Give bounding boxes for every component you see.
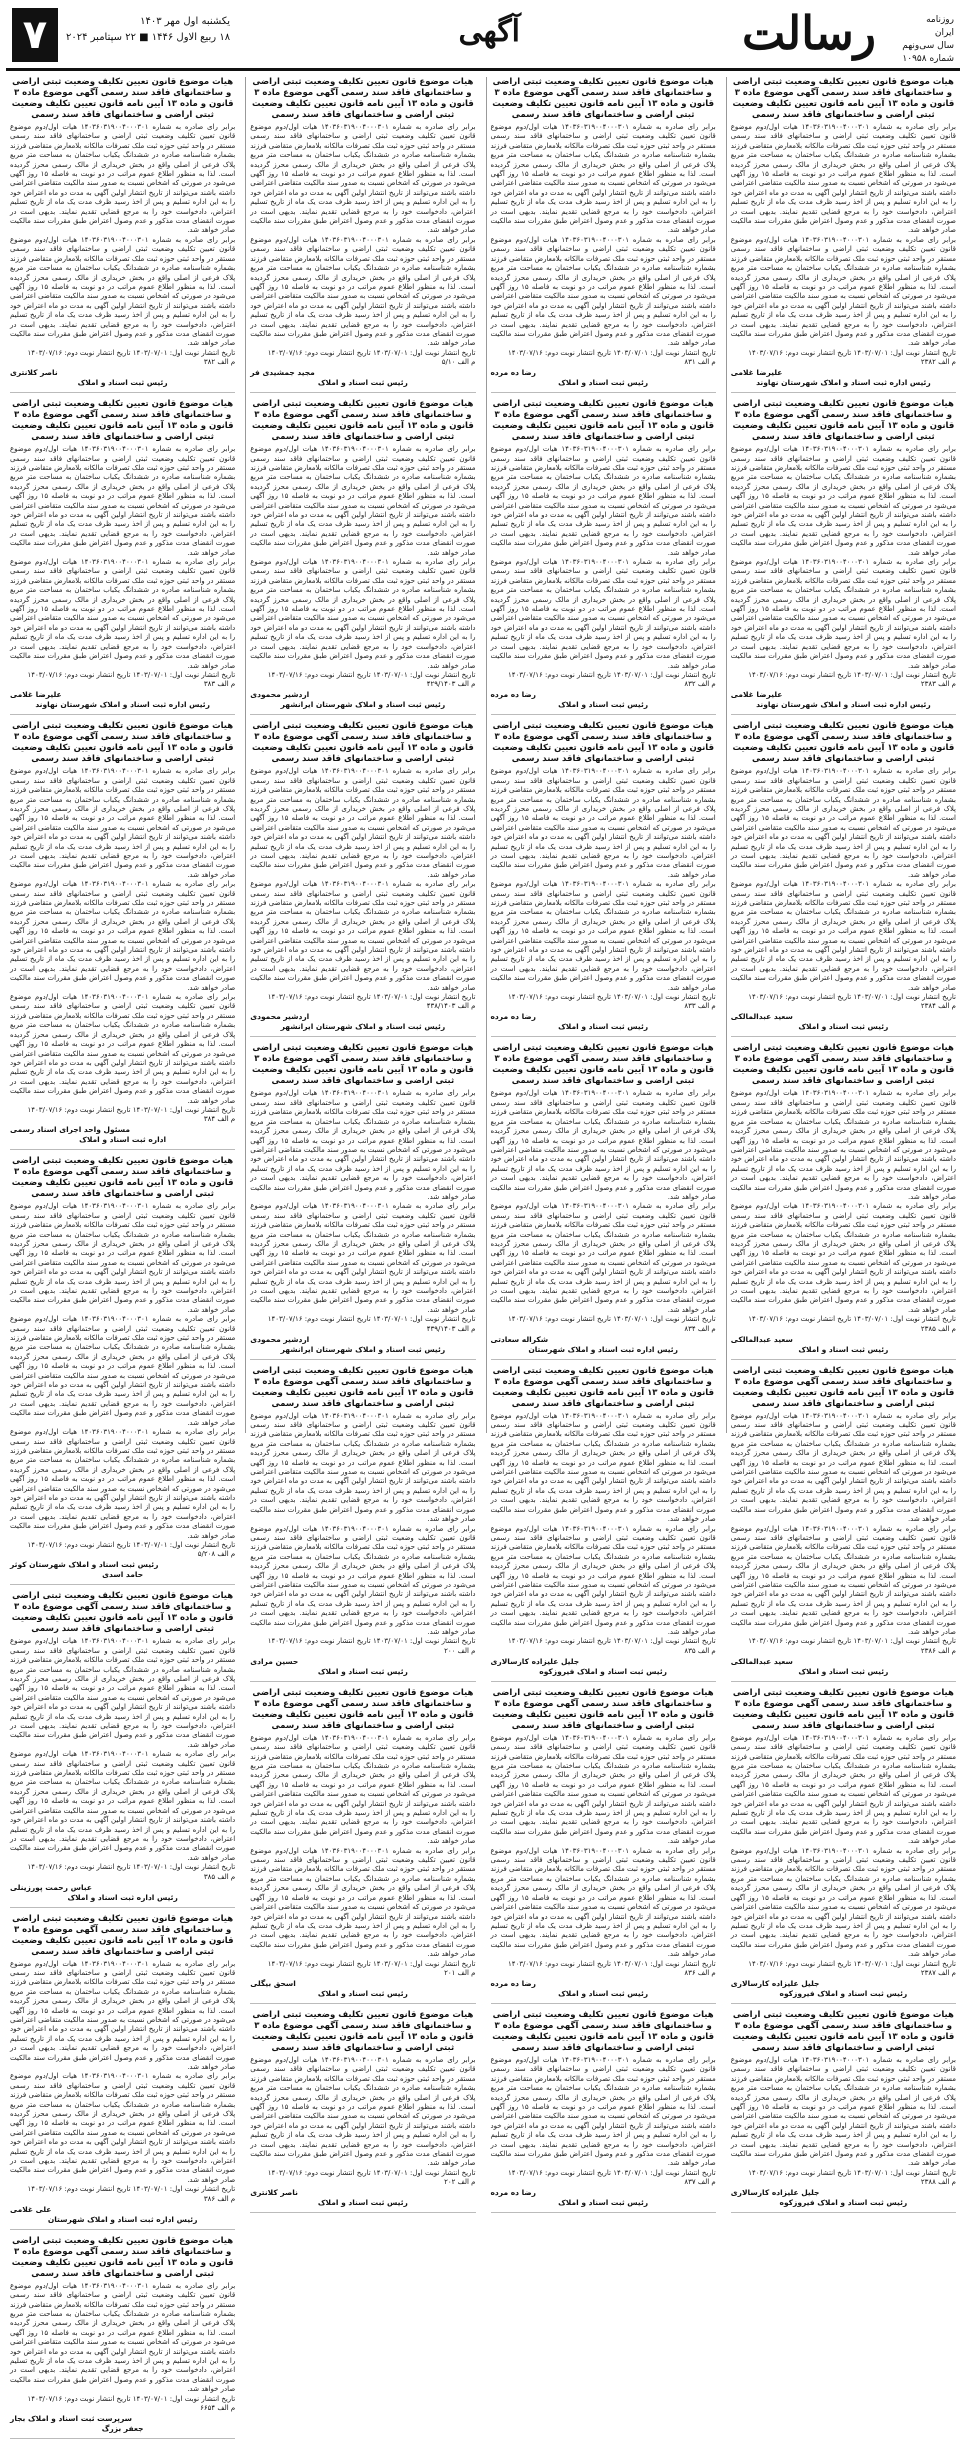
ad-title: هیات موضوع قانون تعیین تکلیف وضعیت ثبتی اراضی و ساختمانهای فاقد سند رسمی آگهی موضوع ماده ۳ قانون و ماده ۱۳ آیین نامه قانون تعیین تکلیف وضعیت ثبتی اراضی و ساختمانهای فاقد سند رسمی bbox=[11, 1591, 234, 1635]
masthead bbox=[6, 4, 960, 71]
ad-title: هیات موضوع قانون تعیین تکلیف وضعیت ثبتی اراضی و ساختمانهای فاقد سند رسمی آگهی موضوع ماده ۳ قانون و ماده ۱۳ آیین نامه قانون تعیین تکلیف وضعیت ثبتی اراضی و ساختمانهای فاقد سند رسمی bbox=[732, 1687, 955, 1731]
ad-dates: تاریخ انتشار نوبت اول: ۱۴۰۳/۰۷/۰۱ تاریخ انتشار نوبت دوم: ۱۴۰۳/۰۷/۱۶ bbox=[27, 348, 236, 357]
ad-dates: تاریخ انتشار نوبت اول: ۱۴۰۳/۰۷/۰۱ تاریخ انتشار نوبت دوم: ۱۴۰۳/۰۷/۱۶ bbox=[748, 2168, 956, 2177]
ad-notice bbox=[731, 1688, 956, 2004]
ad-notice bbox=[250, 399, 475, 715]
ad-body: برابر رای صادره به شماره ۱۴۰۳۶۰۳۱۹۰۰۴۰۰۰۳۰۱ هیات اول/دوم موضوع قانون تعیین تکلیف وضعیت ثبتی اراضی و ساختمانهای فاقد سند رسمی مستقر در واحد ثبتی حوزه ثبت ملک تصرفات مالکانه بلامعارض متقاضی فرزند بشماره شناسنامه صادره در ششدانگ یکباب ساختمان به مساحت متر مربع پلاک فرعی از اصلی واقع در بخش خریداری از مالک رسمی محرز گردیده است. لذا به منظور اطلاع عموم مراتب در دو نوبت به فاصله ۱۵ روز آگهی می‌شود در صورتی که اشخاص نسبت به صدور سند مالکیت متقاضی اعتراضی داشته باشند می‌توانند از تاریخ انتشار اولین آگهی به مدت دو ماه اعتراض خود را به این اداره تسلیم و پس از اخذ رسید ظرف مدت یک ماه از تاریخ تسلیم اعتراض، دادخواست خود را به مرجع قضایی تقدیم نمایند. بدیهی است در صورت انقضای مدت مذکور و عدم وصول اعتراض طبق مقررات سند مالکیت صادر خواهد شد. bbox=[490, 1089, 716, 1201]
ad-notice bbox=[491, 2010, 716, 2213]
ad-body: برابر رای صادره به شماره ۱۴۰۳۶۰۳۱۹۰۰۴۰۰۰۳۰۱ هیات اول/دوم موضوع قانون تعیین تکلیف وضعیت ثبتی اراضی و ساختمانهای فاقد سند رسمی مستقر در واحد ثبتی حوزه ثبت ملک تصرفات مالکانه بلامعارض متقاضی فرزند بشماره شناسنامه صادره در ششدانگ یکباب ساختمان به مساحت متر مربع پلاک فرعی از اصلی واقع در بخش خریداری از مالک رسمی محرز گردیده است. لذا به منظور اطلاع عموم مراتب در دو نوبت به فاصله ۱۵ روز آگهی می‌شود در صورتی که اشخاص نسبت به صدور سند مالکیت متقاضی اعتراضی داشته باشند می‌توانند از تاریخ انتشار اولین آگهی به مدت دو ماه اعتراض خود را به این اداره تسلیم و پس از اخذ رسید ظرف مدت یک ماه از تاریخ تسلیم اعتراض، دادخواست خود را به مرجع قضایی تقدیم نمایند. بدیهی است در صورت انقضای مدت مذکور و عدم وصول اعتراض طبق مقررات سند مالکیت صادر خواهد شد. bbox=[10, 767, 236, 879]
ad-body: برابر رای صادره به شماره ۱۴۰۳۶۰۳۱۹۰۰۴۰۰۰۳۰۱ هیات اول/دوم موضوع قانون تعیین تکلیف وضعیت ثبتی اراضی و ساختمانهای فاقد سند رسمی مستقر در واحد ثبتی حوزه ثبت ملک تصرفات مالکانه بلامعارض متقاضی فرزند بشماره شناسنامه صادره در ششدانگ یکباب ساختمان به مساحت متر مربع پلاک فرعی از اصلی واقع در بخش خریداری از مالک رسمی محرز گردیده است. لذا به منظور اطلاع عموم مراتب در دو نوبت به فاصله ۱۵ روز آگهی می‌شود در صورتی که اشخاص نسبت به صدور سند مالکیت متقاضی اعتراضی داشته باشند می‌توانند از تاریخ انتشار اولین آگهی به مدت دو ماه اعتراض خود را به این اداره تسلیم و پس از اخذ رسید ظرف مدت یک ماه از تاریخ تسلیم اعتراض، دادخواست خود را به مرجع قضایی تقدیم نمایند. بدیهی است در صورت انقضای مدت مذکور و عدم وصول اعتراض طبق مقررات سند مالکیت صادر خواهد شد. bbox=[10, 2281, 236, 2394]
ad-title: هیات موضوع قانون تعیین تکلیف وضعیت ثبتی اراضی و ساختمانهای فاقد سند رسمی آگهی موضوع ماده ۳ قانون و ماده ۱۳ آیین نامه قانون تعیین تکلیف وضعیت ثبتی اراضی و ساختمانهای فاقد سند رسمی bbox=[11, 721, 234, 765]
ad-dates: تاریخ انتشار نوبت اول: ۱۴۰۳/۰۷/۰۱ تاریخ انتشار نوبت دوم: ۱۴۰۳/۰۷/۱۶ bbox=[267, 1315, 476, 1324]
ad-body: برابر رای صادره به شماره ۱۴۰۳۶۰۳۱۹۰۰۴۰۰۰۳۰۱ هیات اول/دوم موضوع قانون تعیین تکلیف وضعیت ثبتی اراضی و ساختمانهای فاقد سند رسمی مستقر در واحد ثبتی حوزه ثبت ملک تصرفات مالکانه بلامعارض متقاضی فرزند بشماره شناسنامه صادره در ششدانگ یکباب ساختمان به مساحت متر مربع پلاک فرعی از اصلی واقع در بخش خریداری از مالک رسمی محرز گردیده است. لذا به منظور اطلاع عموم مراتب در دو نوبت به فاصله ۱۵ روز آگهی می‌شود در صورتی که اشخاص نسبت به صدور سند مالکیت متقاضی اعتراضی داشته باشند می‌توانند از تاریخ انتشار اولین آگهی به مدت دو ماه اعتراض خود را به این اداره تسلیم و پس از اخذ رسید ظرف مدت یک ماه از تاریخ تسلیم اعتراض، دادخواست خود را به مرجع قضایی تقدیم نمایند. بدیهی است در صورت انقضای مدت مذکور و عدم وصول اعتراض طبق مقررات سند مالکیت صادر خواهد شد. bbox=[250, 1846, 476, 1959]
ad-dates: تاریخ انتشار نوبت اول: ۱۴۰۳/۰۷/۰۱ تاریخ انتشار نوبت دوم: ۱۴۰۳/۰۷/۱۶ bbox=[508, 1959, 716, 1968]
ad-code: م الف ۸۳۱ bbox=[684, 358, 716, 367]
ad-signatory: اسحق بیگلی bbox=[250, 1978, 296, 1988]
label-daily: روزنامه bbox=[926, 15, 954, 25]
ad-body: برابر رای صادره به شماره ۱۴۰۳۶۰۳۱۹۰۰۴۰۰۰۳۰۱ هیات اول/دوم موضوع قانون تعیین تکلیف وضعیت ثبتی اراضی و ساختمانهای فاقد سند رسمی مستقر در واحد ثبتی حوزه ثبت ملک تصرفات مالکانه بلامعارض متقاضی فرزند بشماره شناسنامه صادره در ششدانگ یکباب ساختمان به مساحت متر مربع پلاک فرعی از اصلی واقع در بخش خریداری از مالک رسمی محرز گردیده است. لذا به منظور اطلاع عموم مراتب در دو نوبت به فاصله ۱۵ روز آگهی می‌شود در صورتی که اشخاص نسبت به صدور سند مالکیت متقاضی اعتراضی داشته باشند می‌توانند از تاریخ انتشار اولین آگهی به مدت دو ماه اعتراض خود را به این اداره تسلیم و پس از اخذ رسید ظرف مدت یک ماه از تاریخ تسلیم اعتراض، دادخواست خود را به مرجع قضایی تقدیم نمایند. بدیهی است در صورت انقضای مدت مذکور و عدم وصول اعتراض طبق مقررات سند مالکیت صادر خواهد شد. bbox=[10, 993, 236, 1105]
ad-office: اداره ثبت اسناد و املاک bbox=[79, 1135, 167, 1145]
ad-office: رئیس ثبت اسناد و املاک bbox=[558, 1988, 649, 1998]
ad-office: رئیس ثبت اسناد و املاک bbox=[317, 1988, 408, 1998]
ad-title: هیات موضوع قانون تعیین تکلیف وضعیت ثبتی اراضی و ساختمانهای فاقد سند رسمی آگهی موضوع ماده ۳ قانون و ماده ۱۳ آیین نامه قانون تعیین تکلیف وضعیت ثبتی اراضی و ساختمانهای فاقد سند رسمی bbox=[732, 2009, 955, 2053]
ad-notice bbox=[731, 721, 956, 1037]
ad-notice bbox=[10, 399, 235, 715]
ad-body: برابر رای صادره به شماره ۱۴۰۳۶۰۳۱۹۰۰۴۰۰۰۳۰۱ هیات اول/دوم موضوع قانون تعیین تکلیف وضعیت ثبتی اراضی و ساختمانهای فاقد سند رسمی مستقر در واحد ثبتی حوزه ثبت ملک تصرفات مالکانه بلامعارض متقاضی فرزند بشماره شناسنامه صادره در ششدانگ یکباب ساختمان به مساحت متر مربع پلاک فرعی از اصلی واقع در بخش خریداری از مالک رسمی محرز گردیده است. لذا به منظور اطلاع عموم مراتب در دو نوبت به فاصله ۱۵ روز آگهی می‌شود در صورتی که اشخاص نسبت به صدور سند مالکیت متقاضی اعتراضی داشته باشند می‌توانند از تاریخ انتشار اولین آگهی به مدت دو ماه اعتراض خود را به این اداره تسلیم و پس از اخذ رسید ظرف مدت یک ماه از تاریخ تسلیم اعتراض، دادخواست خود را به مرجع قضایی تقدیم نمایند. بدیهی است در صورت انقضای مدت مذکور و عدم وصول اعتراض طبق مقررات سند مالکیت صادر خواهد شد. bbox=[490, 767, 716, 879]
ad-notice bbox=[491, 1366, 716, 1682]
logo-text: رسالت bbox=[742, 6, 876, 60]
ad-body: برابر رای صادره به شماره ۱۴۰۳۶۰۳۱۹۰۰۴۰۰۰۳۰۱ هیات اول/دوم موضوع قانون تعیین تکلیف وضعیت ثبتی اراضی و ساختمانهای فاقد سند رسمی مستقر در واحد ثبتی حوزه ثبت ملک تصرفات مالکانه بلامعارض متقاضی فرزند بشماره شناسنامه صادره در ششدانگ یکباب ساختمان به مساحت متر مربع پلاک فرعی از اصلی واقع در بخش خریداری از مالک رسمی محرز گردیده است. لذا به منظور اطلاع عموم مراتب در دو نوبت به فاصله ۱۵ روز آگهی می‌شود در صورتی که اشخاص نسبت به صدور سند مالکیت متقاضی اعتراضی داشته باشند می‌توانند از تاریخ انتشار اولین آگهی به مدت دو ماه اعتراض خود را به این اداره تسلیم و پس از اخذ رسید ظرف مدت یک ماه از تاریخ تسلیم اعتراض، دادخواست خود را به مرجع قضایی تقدیم نمایند. بدیهی است در صورت انقضای مدت مذکور و عدم وصول اعتراض طبق مقررات سند مالکیت صادر خواهد شد. bbox=[10, 2072, 236, 2184]
ad-body: برابر رای صادره به شماره ۱۴۰۳۶۰۳۱۹۰۰۴۰۰۰۳۰۱ هیات اول/دوم موضوع قانون تعیین تکلیف وضعیت ثبتی اراضی و ساختمانهای فاقد سند رسمی مستقر در واحد ثبتی حوزه ثبت ملک تصرفات مالکانه بلامعارض متقاضی فرزند بشماره شناسنامه صادره در ششدانگ یکباب ساختمان به مساحت متر مربع پلاک فرعی از اصلی واقع در بخش خریداری از مالک رسمی محرز گردیده است. لذا به منظور اطلاع عموم مراتب در دو نوبت به فاصله ۱۵ روز آگهی می‌شود در صورتی که اشخاص نسبت به صدور سند مالکیت متقاضی اعتراضی داشته باشند می‌توانند از تاریخ انتشار اولین آگهی به مدت دو ماه اعتراض خود را به این اداره تسلیم و پس از اخذ رسید ظرف مدت یک ماه از تاریخ تسلیم اعتراض، دادخواست خود را به مرجع قضایی تقدیم نمایند. بدیهی است در صورت انقضای مدت مذکور و عدم وصول اعتراض طبق مقررات سند مالکیت صادر خواهد شد. bbox=[490, 1846, 716, 1959]
ad-office: رئیس ثبت اسناد و املاک bbox=[77, 378, 168, 388]
ad-code: م الف ۳۸۶ bbox=[203, 2194, 236, 2203]
ad-body: برابر رای صادره به شماره ۱۴۰۳۶۰۳۱۹۰۰۴۰۰۰۳۰۱ هیات اول/دوم موضوع قانون تعیین تکلیف وضعیت ثبتی اراضی و ساختمانهای فاقد سند رسمی مستقر در واحد ثبتی حوزه ثبت ملک تصرفات مالکانه بلامعارض متقاضی فرزند بشماره شناسنامه صادره در ششدانگ یکباب ساختمان به مساحت متر مربع پلاک فرعی از اصلی واقع در بخش خریداری از مالک رسمی محرز گردیده است. لذا به منظور اطلاع عموم مراتب در دو نوبت به فاصله ۱۵ روز آگهی می‌شود در صورتی که اشخاص نسبت به صدور سند مالکیت متقاضی اعتراضی داشته باشند می‌توانند از تاریخ انتشار اولین آگهی به مدت دو ماه اعتراض خود را به این اداره تسلیم و پس از اخذ رسید ظرف مدت یک ماه از تاریخ تسلیم اعتراض، دادخواست خود را به مرجع قضایی تقدیم نمایند. بدیهی است در صورت انقضای مدت مذکور و عدم وصول اعتراض طبق مقررات سند مالکیت صادر خواهد شد. bbox=[10, 1959, 236, 2071]
ad-signatory: اردشیر محمودی bbox=[250, 1012, 310, 1022]
ad-body: برابر رای صادره به شماره ۱۴۰۳۶۰۳۱۹۰۰۴۰۰۰۳۰۱ هیات اول/دوم موضوع قانون تعیین تکلیف وضعیت ثبتی اراضی و ساختمانهای فاقد سند رسمی مستقر در واحد ثبتی حوزه ثبت ملک تصرفات مالکانه بلامعارض متقاضی فرزند بشماره شناسنامه صادره در ششدانگ یکباب ساختمان به مساحت متر مربع پلاک فرعی از اصلی واقع در بخش خریداری از مالک رسمی محرز گردیده است. لذا به منظور اطلاع عموم مراتب در دو نوبت به فاصله ۱۵ روز آگهی می‌شود در صورتی که اشخاص نسبت به صدور سند مالکیت متقاضی اعتراضی داشته باشند می‌توانند از تاریخ انتشار اولین آگهی به مدت دو ماه اعتراض خود را به این اداره تسلیم و پس از اخذ رسید ظرف مدت یک ماه از تاریخ تسلیم اعتراض، دادخواست خود را به مرجع قضایی تقدیم نمایند. بدیهی است در صورت انقضای مدت مذکور و عدم وصول اعتراض طبق مقررات سند مالکیت صادر خواهد شد. bbox=[10, 445, 236, 557]
ad-code: م الف ۸۳۵ bbox=[684, 1646, 716, 1655]
ad-signatory: علیرضا غلامی bbox=[730, 368, 783, 378]
ad-body: برابر رای صادره به شماره ۱۴۰۳۶۰۳۱۹۰۰۴۰۰۰۳۰۱ هیات اول/دوم موضوع قانون تعیین تکلیف وضعیت ثبتی اراضی و ساختمانهای فاقد سند رسمی مستقر در واحد ثبتی حوزه ثبت ملک تصرفات مالکانه بلامعارض متقاضی فرزند بشماره شناسنامه صادره در ششدانگ یکباب ساختمان به مساحت متر مربع پلاک فرعی از اصلی واقع در بخش خریداری از مالک رسمی محرز گردیده است. لذا به منظور اطلاع عموم مراتب در دو نوبت به فاصله ۱۵ روز آگهی می‌شود در صورتی که اشخاص نسبت به صدور سند مالکیت متقاضی اعتراضی داشته باشند می‌توانند از تاریخ انتشار اولین آگهی به مدت دو ماه اعتراض خود را به این اداره تسلیم و پس از اخذ رسید ظرف مدت یک ماه از تاریخ تسلیم اعتراض، دادخواست خود را به مرجع قضایی تقدیم نمایند. بدیهی است در صورت انقضای مدت مذکور و عدم وصول اعتراض طبق مقررات سند مالکیت صادر خواهد شد. bbox=[10, 1428, 236, 1540]
ad-code: م الف ۲۳۸۷ bbox=[920, 1968, 956, 1977]
ad-office: رئیس اداره ثبت اسناد و املاک شهرستان bbox=[528, 1344, 678, 1354]
ad-body: برابر رای صادره به شماره ۱۴۰۳۶۰۳۱۹۰۰۴۰۰۰۳۰۱ هیات اول/دوم موضوع قانون تعیین تکلیف وضعیت ثبتی اراضی و ساختمانهای فاقد سند رسمی مستقر در واحد ثبتی حوزه ثبت ملک تصرفات مالکانه بلامعارض متقاضی فرزند بشماره شناسنامه صادره در ششدانگ یکباب ساختمان به مساحت متر مربع پلاک فرعی از اصلی واقع در بخش خریداری از مالک رسمی محرز گردیده است. لذا به منظور اطلاع عموم مراتب در دو نوبت به فاصله ۱۵ روز آگهی می‌شود در صورتی که اشخاص نسبت به صدور سند مالکیت متقاضی اعتراضی داشته باشند می‌توانند از تاریخ انتشار اولین آگهی به مدت دو ماه اعتراض خود را به این اداره تسلیم و پس از اخذ رسید ظرف مدت یک ماه از تاریخ تسلیم اعتراض، دادخواست خود را به مرجع قضایی تقدیم نمایند. بدیهی است در صورت انقضای مدت مذکور و عدم وصول اعتراض طبق مقررات سند مالکیت صادر خواهد شد. bbox=[250, 445, 476, 557]
ad-title: هیات موضوع قانون تعیین تکلیف وضعیت ثبتی اراضی و ساختمانهای فاقد سند رسمی آگهی موضوع ماده ۳ قانون و ماده ۱۳ آیین نامه قانون تعیین تکلیف وضعیت ثبتی اراضی و ساختمانهای فاقد سند رسمی bbox=[492, 721, 715, 765]
ad-dates: تاریخ انتشار نوبت اول: ۱۴۰۳/۰۷/۰۱ تاریخ انتشار نوبت دوم: ۱۴۰۳/۰۷/۱۶ bbox=[508, 1637, 716, 1646]
ad-notice bbox=[10, 1914, 235, 2230]
ad-office: رئیس اداره ثبت اسناد و املاک شهرستان نهاوند bbox=[756, 700, 931, 710]
ad-title: هیات موضوع قانون تعیین تکلیف وضعیت ثبتی اراضی و ساختمانهای فاقد سند رسمی آگهی موضوع ماده ۳ قانون و ماده ۱۳ آیین نامه قانون تعیین تکلیف وضعیت ثبتی اراضی و ساختمانهای فاقد سند رسمی bbox=[251, 1043, 474, 1087]
ad-notice bbox=[491, 1043, 716, 1359]
ad-title: هیات موضوع قانون تعیین تکلیف وضعیت ثبتی اراضی و ساختمانهای فاقد سند رسمی آگهی موضوع ماده ۳ قانون و ماده ۱۳ آیین نامه قانون تعیین تکلیف وضعیت ثبتی اراضی و ساختمانهای فاقد سند رسمی bbox=[492, 2009, 715, 2053]
ad-dates: تاریخ انتشار نوبت اول: ۱۴۰۳/۰۷/۰۱ تاریخ انتشار نوبت دوم: ۱۴۰۳/۰۷/۱۶ bbox=[748, 993, 956, 1002]
ad-body: برابر رای صادره به شماره ۱۴۰۳۶۰۳۱۹۰۰۴۰۰۰۳۰۱ هیات اول/دوم موضوع قانون تعیین تکلیف وضعیت ثبتی اراضی و ساختمانهای فاقد سند رسمی مستقر در واحد ثبتی حوزه ثبت ملک تصرفات مالکانه بلامعارض متقاضی فرزند بشماره شناسنامه صادره در ششدانگ یکباب ساختمان به مساحت متر مربع پلاک فرعی از اصلی واقع در بخش خریداری از مالک رسمی محرز گردیده است. لذا به منظور اطلاع عموم مراتب در دو نوبت به فاصله ۱۵ روز آگهی می‌شود در صورتی که اشخاص نسبت به صدور سند مالکیت متقاضی اعتراضی داشته باشند می‌توانند از تاریخ انتشار اولین آگهی به مدت دو ماه اعتراض خود را به این اداره تسلیم و پس از اخذ رسید ظرف مدت یک ماه از تاریخ تسلیم اعتراض، دادخواست خود را به مرجع قضایی تقدیم نمایند. بدیهی است در صورت انقضای مدت مذکور و عدم وصول اعتراض طبق مقررات سند مالکیت صادر خواهد شد. bbox=[730, 445, 956, 557]
ad-body: برابر رای صادره به شماره ۱۴۰۳۶۰۳۱۹۰۰۴۰۰۰۳۰۱ هیات اول/دوم موضوع قانون تعیین تکلیف وضعیت ثبتی اراضی و ساختمانهای فاقد سند رسمی مستقر در واحد ثبتی حوزه ثبت ملک تصرفات مالکانه بلامعارض متقاضی فرزند بشماره شناسنامه صادره در ششدانگ یکباب ساختمان به مساحت متر مربع پلاک فرعی از اصلی واقع در بخش خریداری از مالک رسمی محرز گردیده است. لذا به منظور اطلاع عموم مراتب در دو نوبت به فاصله ۱۵ روز آگهی می‌شود در صورتی که اشخاص نسبت به صدور سند مالکیت متقاضی اعتراضی داشته باشند می‌توانند از تاریخ انتشار اولین آگهی به مدت دو ماه اعتراض خود را به این اداره تسلیم و پس از اخذ رسید ظرف مدت یک ماه از تاریخ تسلیم اعتراض، دادخواست خود را به مرجع قضایی تقدیم نمایند. بدیهی است در صورت انقضای مدت مذکور و عدم وصول اعتراض طبق مقررات سند مالکیت صادر خواهد شد. bbox=[730, 1089, 956, 1201]
ad-title: هیات موضوع قانون تعیین تکلیف وضعیت ثبتی اراضی و ساختمانهای فاقد سند رسمی آگهی موضوع ماده ۳ قانون و ماده ۱۳ آیین نامه قانون تعیین تکلیف وضعیت ثبتی اراضی و ساختمانهای فاقد سند رسمی bbox=[11, 77, 234, 120]
ad-body: برابر رای صادره به شماره ۱۴۰۳۶۰۳۱۹۰۰۴۰۰۰۳۰۱ هیات اول/دوم موضوع قانون تعیین تکلیف وضعیت ثبتی اراضی و ساختمانهای فاقد سند رسمی مستقر در واحد ثبتی حوزه ثبت ملک تصرفات مالکانه بلامعارض متقاضی فرزند بشماره شناسنامه صادره در ششدانگ یکباب ساختمان به مساحت متر مربع پلاک فرعی از اصلی واقع در بخش خریداری از مالک رسمی محرز گردیده است. لذا به منظور اطلاع عموم مراتب در دو نوبت به فاصله ۱۵ روز آگهی می‌شود در صورتی که اشخاص نسبت به صدور سند مالکیت متقاضی اعتراضی داشته باشند می‌توانند از تاریخ انتشار اولین آگهی به مدت دو ماه اعتراض خود را به این اداره تسلیم و پس از اخذ رسید ظرف مدت یک ماه از تاریخ تسلیم اعتراض، دادخواست خود را به مرجع قضایی تقدیم نمایند. بدیهی است در صورت انقضای مدت مذکور و عدم وصول اعتراض طبق مقررات سند مالکیت صادر خواهد شد. bbox=[250, 767, 476, 879]
ad-dates: تاریخ انتشار نوبت اول: ۱۴۰۳/۰۷/۰۱ تاریخ انتشار نوبت دوم: ۱۴۰۳/۰۷/۱۶ bbox=[508, 1315, 716, 1324]
column bbox=[486, 77, 720, 2208]
ad-signatory: رئیس ثبت اسناد و املاک شهرستان کوثر bbox=[10, 1560, 159, 1570]
ad-notice bbox=[731, 77, 956, 393]
ad-dates: تاریخ انتشار نوبت اول: ۱۴۰۳/۰۷/۰۱ تاریخ انتشار نوبت دوم: ۱۴۰۳/۰۷/۱۶ bbox=[508, 670, 716, 679]
ad-code: م الف ۸۳۷ bbox=[684, 2178, 716, 2187]
ad-dates: تاریخ انتشار نوبت اول: ۱۴۰۳/۰۷/۰۱ تاریخ انتشار نوبت دوم: ۱۴۰۳/۰۷/۱۶ bbox=[267, 993, 476, 1002]
ad-code: م الف ۴۲۹/۱۴۰۳ bbox=[426, 680, 476, 689]
column bbox=[726, 77, 960, 2208]
ad-title: هیات موضوع قانون تعیین تکلیف وضعیت ثبتی اراضی و ساختمانهای فاقد سند رسمی آگهی موضوع ماده ۳ قانون و ماده ۱۳ آیین نامه قانون تعیین تکلیف وضعیت ثبتی اراضی و ساختمانهای فاقد سند رسمی bbox=[492, 1687, 715, 1731]
ad-notice bbox=[731, 1366, 956, 1682]
ad-body: برابر رای صادره به شماره ۱۴۰۳۶۰۳۱۹۰۰۴۰۰۰۳۰۱ هیات اول/دوم موضوع قانون تعیین تکلیف وضعیت ثبتی اراضی و ساختمانهای فاقد سند رسمی مستقر در واحد ثبتی حوزه ثبت ملک تصرفات مالکانه بلامعارض متقاضی فرزند بشماره شناسنامه صادره در ششدانگ یکباب ساختمان به مساحت متر مربع پلاک فرعی از اصلی واقع در بخش خریداری از مالک رسمی محرز گردیده است. لذا به منظور اطلاع عموم مراتب در دو نوبت به فاصله ۱۵ روز آگهی می‌شود در صورتی که اشخاص نسبت به صدور سند مالکیت متقاضی اعتراضی داشته باشند می‌توانند از تاریخ انتشار اولین آگهی به مدت دو ماه اعتراض خود را به این اداره تسلیم و پس از اخذ رسید ظرف مدت یک ماه از تاریخ تسلیم اعتراض، دادخواست خود را به مرجع قضایی تقدیم نمایند. بدیهی است در صورت انقضای مدت مذکور و عدم وصول اعتراض طبق مقررات سند مالکیت صادر خواهد شد. bbox=[490, 2055, 716, 2168]
ad-title: هیات موضوع قانون تعیین تکلیف وضعیت ثبتی اراضی و ساختمانهای فاقد سند رسمی آگهی موضوع ماده ۳ قانون و ماده ۱۳ آیین نامه قانون تعیین تکلیف وضعیت ثبتی اراضی و ساختمانهای فاقد سند رسمی bbox=[251, 2009, 474, 2053]
ad-body: برابر رای صادره به شماره ۱۴۰۳۶۰۳۱۹۰۰۴۰۰۰۳۰۱ هیات اول/دوم موضوع قانون تعیین تکلیف وضعیت ثبتی اراضی و ساختمانهای فاقد سند رسمی مستقر در واحد ثبتی حوزه ثبت ملک تصرفات مالکانه بلامعارض متقاضی فرزند بشماره شناسنامه صادره در ششدانگ یکباب ساختمان به مساحت متر مربع پلاک فرعی از اصلی واقع در بخش خریداری از مالک رسمی محرز گردیده است. لذا به منظور اطلاع عموم مراتب در دو نوبت به فاصله ۱۵ روز آگهی می‌شود در صورتی که اشخاص نسبت به صدور سند مالکیت متقاضی اعتراضی داشته باشند می‌توانند از تاریخ انتشار اولین آگهی به مدت دو ماه اعتراض خود را به این اداره تسلیم و پس از اخذ رسید ظرف مدت یک ماه از تاریخ تسلیم اعتراض، دادخواست خود را به مرجع قضایی تقدیم نمایند. بدیهی است در صورت انقضای مدت مذکور و عدم وصول اعتراض طبق مقررات سند مالکیت صادر خواهد شد. bbox=[730, 123, 956, 235]
ad-code: م الف ۲۳۸۳ bbox=[920, 680, 956, 689]
ad-dates: تاریخ انتشار نوبت اول: ۱۴۰۳/۰۷/۰۱ تاریخ انتشار نوبت دوم: ۱۴۰۳/۰۷/۱۶ bbox=[748, 1315, 956, 1324]
ad-office: رئیس اداره ثبت اسناد و املاک bbox=[67, 1892, 178, 1902]
ad-office: رئیس ثبت اسناد و املاک شهرستان ایرانشهر bbox=[280, 1344, 446, 1354]
ad-signatory: ناصر کلانتری bbox=[250, 2188, 298, 2198]
ad-notice bbox=[731, 399, 956, 715]
issue-line: شماره ۱۰۹۵۸ bbox=[902, 54, 954, 64]
ad-office: رئیس ثبت اسناد و املاک bbox=[558, 700, 649, 710]
ad-signatory: جلیل علیزاده کارسالاری bbox=[490, 1656, 580, 1666]
ad-title: هیات موضوع قانون تعیین تکلیف وضعیت ثبتی اراضی و ساختمانهای فاقد سند رسمی آگهی موضوع ماده ۳ قانون و ماده ۱۳ آیین نامه قانون تعیین تکلیف وضعیت ثبتی اراضی و ساختمانهای فاقد سند رسمی bbox=[11, 1156, 234, 1200]
ad-signatory: سعید عبدالمالکی bbox=[730, 1334, 793, 1344]
ad-body: برابر رای صادره به شماره ۱۴۰۳۶۰۳۱۹۰۰۴۰۰۰۳۰۱ هیات اول/دوم موضوع قانون تعیین تکلیف وضعیت ثبتی اراضی و ساختمانهای فاقد سند رسمی مستقر در واحد ثبتی حوزه ثبت ملک تصرفات مالکانه بلامعارض متقاضی فرزند بشماره شناسنامه صادره در ششدانگ یکباب ساختمان به مساحت متر مربع پلاک فرعی از اصلی واقع در بخش خریداری از مالک رسمی محرز گردیده است. لذا به منظور اطلاع عموم مراتب در دو نوبت به فاصله ۱۵ روز آگهی می‌شود در صورتی که اشخاص نسبت به صدور سند مالکیت متقاضی اعتراضی داشته باشند می‌توانند از تاریخ انتشار اولین آگهی به مدت دو ماه اعتراض خود را به این اداره تسلیم و پس از اخذ رسید ظرف مدت یک ماه از تاریخ تسلیم اعتراض، دادخواست خود را به مرجع قضایی تقدیم نمایند. بدیهی است در صورت انقضای مدت مذکور و عدم وصول اعتراض طبق مقررات سند مالکیت صادر خواهد شد. bbox=[10, 123, 236, 235]
ad-body: برابر رای صادره به شماره ۱۴۰۳۶۰۳۱۹۰۰۴۰۰۰۳۰۱ هیات اول/دوم موضوع قانون تعیین تکلیف وضعیت ثبتی اراضی و ساختمانهای فاقد سند رسمی مستقر در واحد ثبتی حوزه ثبت ملک تصرفات مالکانه بلامعارض متقاضی فرزند بشماره شناسنامه صادره در ششدانگ یکباب ساختمان به مساحت متر مربع پلاک فرعی از اصلی واقع در بخش خریداری از مالک رسمی محرز گردیده است. لذا به منظور اطلاع عموم مراتب در دو نوبت به فاصله ۱۵ روز آگهی می‌شود در صورتی که اشخاص نسبت به صدور سند مالکیت متقاضی اعتراضی داشته باشند می‌توانند از تاریخ انتشار اولین آگهی به مدت دو ماه اعتراض خود را به این اداره تسلیم و پس از اخذ رسید ظرف مدت یک ماه از تاریخ تسلیم اعتراض، دادخواست خود را به مرجع قضایی تقدیم نمایند. بدیهی است در صورت انقضای مدت مذکور و عدم وصول اعتراض طبق مقررات سند مالکیت صادر خواهد شد. bbox=[730, 1202, 956, 1314]
ad-body: برابر رای صادره به شماره ۱۴۰۳۶۰۳۱۹۰۰۴۰۰۰۳۰۱ هیات اول/دوم موضوع قانون تعیین تکلیف وضعیت ثبتی اراضی و ساختمانهای فاقد سند رسمی مستقر در واحد ثبتی حوزه ثبت ملک تصرفات مالکانه بلامعارض متقاضی فرزند بشماره شناسنامه صادره در ششدانگ یکباب ساختمان به مساحت متر مربع پلاک فرعی از اصلی واقع در بخش خریداری از مالک رسمی محرز گردیده است. لذا به منظور اطلاع عموم مراتب در دو نوبت به فاصله ۱۵ روز آگهی می‌شود در صورتی که اشخاص نسبت به صدور سند مالکیت متقاضی اعتراضی داشته باشند می‌توانند از تاریخ انتشار اولین آگهی به مدت دو ماه اعتراض خود را به این اداره تسلیم و پس از اخذ رسید ظرف مدت یک ماه از تاریخ تسلیم اعتراض، دادخواست خود را به مرجع قضایی تقدیم نمایند. بدیهی است در صورت انقضای مدت مذکور و عدم وصول اعتراض طبق مقررات سند مالکیت صادر خواهد شد. bbox=[490, 1411, 716, 1524]
ad-office: رئیس ثبت اسناد و املاک فیروزکوه bbox=[539, 1666, 667, 1676]
ad-signatory: علیرضا غلامی bbox=[730, 690, 783, 700]
ad-office: حامد اسدی bbox=[102, 1570, 144, 1580]
section-title: آگهی bbox=[458, 14, 520, 49]
ad-body: برابر رای صادره به شماره ۱۴۰۳۶۰۳۱۹۰۰۴۰۰۰۳۰۱ هیات اول/دوم موضوع قانون تعیین تکلیف وضعیت ثبتی اراضی و ساختمانهای فاقد سند رسمی مستقر در واحد ثبتی حوزه ثبت ملک تصرفات مالکانه بلامعارض متقاضی فرزند بشماره شناسنامه صادره در ششدانگ یکباب ساختمان به مساحت متر مربع پلاک فرعی از اصلی واقع در بخش خریداری از مالک رسمی محرز گردیده است. لذا به منظور اطلاع عموم مراتب در دو نوبت به فاصله ۱۵ روز آگهی می‌شود در صورتی که اشخاص نسبت به صدور سند مالکیت متقاضی اعتراضی داشته باشند می‌توانند از تاریخ انتشار اولین آگهی به مدت دو ماه اعتراض خود را به این اداره تسلیم و پس از اخذ رسید ظرف مدت یک ماه از تاریخ تسلیم اعتراض، دادخواست خود را به مرجع قضایی تقدیم نمایند. بدیهی است در صورت انقضای مدت مذکور و عدم وصول اعتراض طبق مقررات سند مالکیت صادر خواهد شد. bbox=[10, 558, 236, 670]
ad-body: برابر رای صادره به شماره ۱۴۰۳۶۰۳۱۹۰۰۴۰۰۰۳۰۱ هیات اول/دوم موضوع قانون تعیین تکلیف وضعیت ثبتی اراضی و ساختمانهای فاقد سند رسمی مستقر در واحد ثبتی حوزه ثبت ملک تصرفات مالکانه بلامعارض متقاضی فرزند بشماره شناسنامه صادره در ششدانگ یکباب ساختمان به مساحت متر مربع پلاک فرعی از اصلی واقع در بخش خریداری از مالک رسمی محرز گردیده است. لذا به منظور اطلاع عموم مراتب در دو نوبت به فاصله ۱۵ روز آگهی می‌شود در صورتی که اشخاص نسبت به صدور سند مالکیت متقاضی اعتراضی داشته باشند می‌توانند از تاریخ انتشار اولین آگهی به مدت دو ماه اعتراض خود را به این اداره تسلیم و پس از اخذ رسید ظرف مدت یک ماه از تاریخ تسلیم اعتراض، دادخواست خود را به مرجع قضایی تقدیم نمایند. بدیهی است در صورت انقضای مدت مذکور و عدم وصول اعتراض طبق مقررات سند مالکیت صادر خواهد شد. bbox=[250, 2055, 476, 2168]
ad-dates: تاریخ انتشار نوبت اول: ۱۴۰۳/۰۷/۰۱ تاریخ انتشار نوبت دوم: ۱۴۰۳/۰۷/۱۶ bbox=[748, 670, 956, 679]
logo bbox=[734, 8, 884, 60]
ad-body: برابر رای صادره به شماره ۱۴۰۳۶۰۳۱۹۰۰۴۰۰۰۳۰۱ هیات اول/دوم موضوع قانون تعیین تکلیف وضعیت ثبتی اراضی و ساختمانهای فاقد سند رسمی مستقر در واحد ثبتی حوزه ثبت ملک تصرفات مالکانه بلامعارض متقاضی فرزند بشماره شناسنامه صادره در ششدانگ یکباب ساختمان به مساحت متر مربع پلاک فرعی از اصلی واقع در بخش خریداری از مالک رسمی محرز گردیده است. لذا به منظور اطلاع عموم مراتب در دو نوبت به فاصله ۱۵ روز آگهی می‌شود در صورتی که اشخاص نسبت به صدور سند مالکیت متقاضی اعتراضی داشته باشند می‌توانند از تاریخ انتشار اولین آگهی به مدت دو ماه اعتراض خود را به این اداره تسلیم و پس از اخذ رسید ظرف مدت یک ماه از تاریخ تسلیم اعتراض، دادخواست خود را به مرجع قضایی تقدیم نمایند. بدیهی است در صورت انقضای مدت مذکور و عدم وصول اعتراض طبق مقررات سند مالکیت صادر خواهد شد. bbox=[730, 1411, 956, 1524]
ad-signatory: شکراله سعادتی bbox=[490, 1334, 549, 1344]
ad-notice bbox=[10, 1156, 235, 1585]
ad-body: برابر رای صادره به شماره ۱۴۰۳۶۰۳۱۹۰۰۴۰۰۰۳۰۱ هیات اول/دوم موضوع قانون تعیین تکلیف وضعیت ثبتی اراضی و ساختمانهای فاقد سند رسمی مستقر در واحد ثبتی حوزه ثبت ملک تصرفات مالکانه بلامعارض متقاضی فرزند بشماره شناسنامه صادره در ششدانگ یکباب ساختمان به مساحت متر مربع پلاک فرعی از اصلی واقع در بخش خریداری از مالک رسمی محرز گردیده است. لذا به منظور اطلاع عموم مراتب در دو نوبت به فاصله ۱۵ روز آگهی می‌شود در صورتی که اشخاص نسبت به صدور سند مالکیت متقاضی اعتراضی داشته باشند می‌توانند از تاریخ انتشار اولین آگهی به مدت دو ماه اعتراض خود را به این اداره تسلیم و پس از اخذ رسید ظرف مدت یک ماه از تاریخ تسلیم اعتراض، دادخواست خود را به مرجع قضایی تقدیم نمایند. بدیهی است در صورت انقضای مدت مذکور و عدم وصول اعتراض طبق مقررات سند مالکیت صادر خواهد شد. bbox=[10, 880, 236, 992]
ad-signatory: علیرضا غلامی bbox=[10, 690, 62, 700]
ad-body: برابر رای صادره به شماره ۱۴۰۳۶۰۳۱۹۰۰۴۰۰۰۳۰۱ هیات اول/دوم موضوع قانون تعیین تکلیف وضعیت ثبتی اراضی و ساختمانهای فاقد سند رسمی مستقر در واحد ثبتی حوزه ثبت ملک تصرفات مالکانه بلامعارض متقاضی فرزند بشماره شناسنامه صادره در ششدانگ یکباب ساختمان به مساحت متر مربع پلاک فرعی از اصلی واقع در بخش خریداری از مالک رسمی محرز گردیده است. لذا به منظور اطلاع عموم مراتب در دو نوبت به فاصله ۱۵ روز آگهی می‌شود در صورتی که اشخاص نسبت به صدور سند مالکیت متقاضی اعتراضی داشته باشند می‌توانند از تاریخ انتشار اولین آگهی به مدت دو ماه اعتراض خود را به این اداره تسلیم و پس از اخذ رسید ظرف مدت یک ماه از تاریخ تسلیم اعتراض، دادخواست خود را به مرجع قضایی تقدیم نمایند. بدیهی است در صورت انقضای مدت مذکور و عدم وصول اعتراض طبق مقررات سند مالکیت صادر خواهد شد. bbox=[250, 558, 476, 670]
ad-signatory: سرپرست ثبت اسناد و املاک بجار bbox=[10, 2413, 132, 2423]
ad-code: م الف ۵/۲۰۸ bbox=[197, 1550, 236, 1559]
ad-body: برابر رای صادره به شماره ۱۴۰۳۶۰۳۱۹۰۰۴۰۰۰۳۰۱ هیات اول/دوم موضوع قانون تعیین تکلیف وضعیت ثبتی اراضی و ساختمانهای فاقد سند رسمی مستقر در واحد ثبتی حوزه ثبت ملک تصرفات مالکانه بلامعارض متقاضی فرزند بشماره شناسنامه صادره در ششدانگ یکباب ساختمان به مساحت متر مربع پلاک فرعی از اصلی واقع در بخش خریداری از مالک رسمی محرز گردیده است. لذا به منظور اطلاع عموم مراتب در دو نوبت به فاصله ۱۵ روز آگهی می‌شود در صورتی که اشخاص نسبت به صدور سند مالکیت متقاضی اعتراضی داشته باشند می‌توانند از تاریخ انتشار اولین آگهی به مدت دو ماه اعتراض خود را به این اداره تسلیم و پس از اخذ رسید ظرف مدت یک ماه از تاریخ تسلیم اعتراض، دادخواست خود را به مرجع قضایی تقدیم نمایند. بدیهی است در صورت انقضای مدت مذکور و عدم وصول اعتراض طبق مقررات سند مالکیت صادر خواهد شد. bbox=[730, 2055, 956, 2168]
ad-code: م الف ۲۳۸۴ bbox=[920, 1002, 956, 1011]
ad-notice bbox=[250, 2010, 475, 2213]
ad-signatory: جلیل علیزاده کارسالاری bbox=[730, 1978, 820, 1988]
ad-notice bbox=[491, 1688, 716, 2004]
ad-office: رئیس ثبت اسناد و املاک شهرستان ایرانشهر bbox=[280, 700, 446, 710]
ad-dates: تاریخ انتشار نوبت اول: ۱۴۰۳/۰۷/۰۱ تاریخ انتشار نوبت دوم: ۱۴۰۳/۰۷/۱۶ bbox=[27, 1540, 236, 1549]
ad-signatory: حسین مرادی bbox=[250, 1656, 299, 1666]
ad-code: م الف ۴۳۹/۱۴۰۳ bbox=[426, 1324, 476, 1333]
page-number: ۷ bbox=[12, 8, 58, 62]
ad-code: م الف ۲۳۸۶ bbox=[920, 1646, 956, 1655]
ad-signatory: سعید عبدالمالکی bbox=[730, 1656, 793, 1666]
ad-signatory: علی غلامی bbox=[10, 2204, 52, 2214]
ad-title: هیات موضوع قانون تعیین تکلیف وضعیت ثبتی اراضی و ساختمانهای فاقد سند رسمی آگهی موضوع ماده ۳ قانون و ماده ۱۳ آیین نامه قانون تعیین تکلیف وضعیت ثبتی اراضی و ساختمانهای فاقد سند رسمی bbox=[732, 1043, 955, 1087]
ad-notice bbox=[731, 2010, 956, 2213]
ad-body: برابر رای صادره به شماره ۱۴۰۳۶۰۳۱۹۰۰۴۰۰۰۳۰۱ هیات اول/دوم موضوع قانون تعیین تکلیف وضعیت ثبتی اراضی و ساختمانهای فاقد سند رسمی مستقر در واحد ثبتی حوزه ثبت ملک تصرفات مالکانه بلامعارض متقاضی فرزند بشماره شناسنامه صادره در ششدانگ یکباب ساختمان به مساحت متر مربع پلاک فرعی از اصلی واقع در بخش خریداری از مالک رسمی محرز گردیده است. لذا به منظور اطلاع عموم مراتب در دو نوبت به فاصله ۱۵ روز آگهی می‌شود در صورتی که اشخاص نسبت به صدور سند مالکیت متقاضی اعتراضی داشته باشند می‌توانند از تاریخ انتشار اولین آگهی به مدت دو ماه اعتراض خود را به این اداره تسلیم و پس از اخذ رسید ظرف مدت یک ماه از تاریخ تسلیم اعتراض، دادخواست خود را به مرجع قضایی تقدیم نمایند. بدیهی است در صورت انقضای مدت مذکور و عدم وصول اعتراض طبق مقررات سند مالکیت صادر خواهد شد. bbox=[490, 235, 716, 348]
ad-code: م الف ۸۳۳ bbox=[684, 1002, 716, 1011]
ad-body: برابر رای صادره به شماره ۱۴۰۳۶۰۳۱۹۰۰۴۰۰۰۳۰۱ هیات اول/دوم موضوع قانون تعیین تکلیف وضعیت ثبتی اراضی و ساختمانهای فاقد سند رسمی مستقر در واحد ثبتی حوزه ثبت ملک تصرفات مالکانه بلامعارض متقاضی فرزند بشماره شناسنامه صادره در ششدانگ یکباب ساختمان به مساحت متر مربع پلاک فرعی از اصلی واقع در بخش خریداری از مالک رسمی محرز گردیده است. لذا به منظور اطلاع عموم مراتب در دو نوبت به فاصله ۱۵ روز آگهی می‌شود در صورتی که اشخاص نسبت به صدور سند مالکیت متقاضی اعتراضی داشته باشند می‌توانند از تاریخ انتشار اولین آگهی به مدت دو ماه اعتراض خود را به این اداره تسلیم و پس از اخذ رسید ظرف مدت یک ماه از تاریخ تسلیم اعتراض، دادخواست خود را به مرجع قضایی تقدیم نمایند. بدیهی است در صورت انقضای مدت مذکور و عدم وصول اعتراض طبق مقررات سند مالکیت صادر خواهد شد. bbox=[730, 1524, 956, 1636]
ad-office: جعفر بزرگ bbox=[101, 2423, 144, 2433]
ad-office: رئیس ثبت اسناد و املاک bbox=[558, 1022, 649, 1032]
ad-dates: تاریخ انتشار نوبت اول: ۱۴۰۳/۰۷/۰۱ تاریخ انتشار نوبت دوم: ۱۴۰۳/۰۷/۱۶ bbox=[27, 1105, 236, 1114]
ad-columns bbox=[6, 71, 960, 2433]
ad-code: م الف ۳۸۵ bbox=[203, 1872, 236, 1881]
ad-title: هیات موضوع قانون تعیین تکلیف وضعیت ثبتی اراضی و ساختمانهای فاقد سند رسمی آگهی موضوع ماده ۳ قانون و ماده ۱۳ آیین نامه قانون تعیین تکلیف وضعیت ثبتی اراضی و ساختمانهای فاقد سند رسمی bbox=[11, 2235, 234, 2279]
ad-title: هیات موضوع قانون تعیین تکلیف وضعیت ثبتی اراضی و ساختمانهای فاقد سند رسمی آگهی موضوع ماده ۳ قانون و ماده ۱۳ آیین نامه قانون تعیین تکلیف وضعیت ثبتی اراضی و ساختمانهای فاقد سند رسمی bbox=[492, 77, 715, 120]
ad-notice bbox=[731, 1043, 956, 1359]
ad-body: برابر رای صادره به شماره ۱۴۰۳۶۰۳۱۹۰۰۴۰۰۰۳۰۱ هیات اول/دوم موضوع قانون تعیین تکلیف وضعیت ثبتی اراضی و ساختمانهای فاقد سند رسمی مستقر در واحد ثبتی حوزه ثبت ملک تصرفات مالکانه بلامعارض متقاضی فرزند بشماره شناسنامه صادره در ششدانگ یکباب ساختمان به مساحت متر مربع پلاک فرعی از اصلی واقع در بخش خریداری از مالک رسمی محرز گردیده است. لذا به منظور اطلاع عموم مراتب در دو نوبت به فاصله ۱۵ روز آگهی می‌شود در صورتی که اشخاص نسبت به صدور سند مالکیت متقاضی اعتراضی داشته باشند می‌توانند از تاریخ انتشار اولین آگهی به مدت دو ماه اعتراض خود را به این اداره تسلیم و پس از اخذ رسید ظرف مدت یک ماه از تاریخ تسلیم اعتراض، دادخواست خود را به مرجع قضایی تقدیم نمایند. بدیهی است در صورت انقضای مدت مذکور و عدم وصول اعتراض طبق مقررات سند مالکیت صادر خواهد شد. bbox=[10, 1315, 236, 1427]
ad-office: رئیس اداره ثبت اسناد و املاک شهرستان نهاوند bbox=[35, 700, 210, 710]
ad-notice bbox=[250, 1043, 475, 1359]
ad-code: م الف ۲۳۸۵ bbox=[920, 1324, 956, 1333]
ad-code: م الف ۲۰۱ bbox=[444, 1968, 476, 1977]
ad-office: رئیس ثبت اسناد و املاک bbox=[317, 1666, 408, 1676]
ad-code: م الف ۶۶۵۴ bbox=[200, 2403, 236, 2412]
ad-notice bbox=[491, 399, 716, 715]
ad-notice bbox=[250, 1366, 475, 1682]
ad-body: برابر رای صادره به شماره ۱۴۰۳۶۰۳۱۹۰۰۴۰۰۰۳۰۱ هیات اول/دوم موضوع قانون تعیین تکلیف وضعیت ثبتی اراضی و ساختمانهای فاقد سند رسمی مستقر در واحد ثبتی حوزه ثبت ملک تصرفات مالکانه بلامعارض متقاضی فرزند بشماره شناسنامه صادره در ششدانگ یکباب ساختمان به مساحت متر مربع پلاک فرعی از اصلی واقع در بخش خریداری از مالک رسمی محرز گردیده است. لذا به منظور اطلاع عموم مراتب در دو نوبت به فاصله ۱۵ روز آگهی می‌شود در صورتی که اشخاص نسبت به صدور سند مالکیت متقاضی اعتراضی داشته باشند می‌توانند از تاریخ انتشار اولین آگهی به مدت دو ماه اعتراض خود را به این اداره تسلیم و پس از اخذ رسید ظرف مدت یک ماه از تاریخ تسلیم اعتراض، دادخواست خود را به مرجع قضایی تقدیم نمایند. بدیهی است در صورت انقضای مدت مذکور و عدم وصول اعتراض طبق مقررات سند مالکیت صادر خواهد شد. bbox=[250, 1411, 476, 1524]
ad-code: م الف ۳۸۴ bbox=[203, 1115, 236, 1124]
ad-signatory: مجید جمشیدی فر bbox=[250, 368, 315, 378]
ad-body: برابر رای صادره به شماره ۱۴۰۳۶۰۳۱۹۰۰۴۰۰۰۳۰۱ هیات اول/دوم موضوع قانون تعیین تکلیف وضعیت ثبتی اراضی و ساختمانهای فاقد سند رسمی مستقر در واحد ثبتی حوزه ثبت ملک تصرفات مالکانه بلامعارض متقاضی فرزند بشماره شناسنامه صادره در ششدانگ یکباب ساختمان به مساحت متر مربع پلاک فرعی از اصلی واقع در بخش خریداری از مالک رسمی محرز گردیده است. لذا به منظور اطلاع عموم مراتب در دو نوبت به فاصله ۱۵ روز آگهی می‌شود در صورتی که اشخاص نسبت به صدور سند مالکیت متقاضی اعتراضی داشته باشند می‌توانند از تاریخ انتشار اولین آگهی به مدت دو ماه اعتراض خود را به این اداره تسلیم و پس از اخذ رسید ظرف مدت یک ماه از تاریخ تسلیم اعتراض، دادخواست خود را به مرجع قضایی تقدیم نمایند. بدیهی است در صورت انقضای مدت مذکور و عدم وصول اعتراض طبق مقررات سند مالکیت صادر خواهد شد. bbox=[730, 235, 956, 348]
ad-body: برابر رای صادره به شماره ۱۴۰۳۶۰۳۱۹۰۰۴۰۰۰۳۰۱ هیات اول/دوم موضوع قانون تعیین تکلیف وضعیت ثبتی اراضی و ساختمانهای فاقد سند رسمی مستقر در واحد ثبتی حوزه ثبت ملک تصرفات مالکانه بلامعارض متقاضی فرزند بشماره شناسنامه صادره در ششدانگ یکباب ساختمان به مساحت متر مربع پلاک فرعی از اصلی واقع در بخش خریداری از مالک رسمی محرز گردیده است. لذا به منظور اطلاع عموم مراتب در دو نوبت به فاصله ۱۵ روز آگهی می‌شود در صورتی که اشخاص نسبت به صدور سند مالکیت متقاضی اعتراضی داشته باشند می‌توانند از تاریخ انتشار اولین آگهی به مدت دو ماه اعتراض خود را به این اداره تسلیم و پس از اخذ رسید ظرف مدت یک ماه از تاریخ تسلیم اعتراض، دادخواست خود را به مرجع قضایی تقدیم نمایند. بدیهی است در صورت انقضای مدت مذکور و عدم وصول اعتراض طبق مقررات سند مالکیت صادر خواهد شد. bbox=[10, 1750, 236, 1862]
ad-dates: تاریخ انتشار نوبت اول: ۱۴۰۳/۰۷/۰۱ تاریخ انتشار نوبت دوم: ۱۴۰۳/۰۷/۱۶ bbox=[27, 670, 236, 679]
ad-signatory: مسئول واحد اجرای اسناد رسمی bbox=[10, 1125, 131, 1135]
ad-body: برابر رای صادره به شماره ۱۴۰۳۶۰۳۱۹۰۰۴۰۰۰۳۰۱ هیات اول/دوم موضوع قانون تعیین تکلیف وضعیت ثبتی اراضی و ساختمانهای فاقد سند رسمی مستقر در واحد ثبتی حوزه ثبت ملک تصرفات مالکانه بلامعارض متقاضی فرزند بشماره شناسنامه صادره در ششدانگ یکباب ساختمان به مساحت متر مربع پلاک فرعی از اصلی واقع در بخش خریداری از مالک رسمی محرز گردیده است. لذا به منظور اطلاع عموم مراتب در دو نوبت به فاصله ۱۵ روز آگهی می‌شود در صورتی که اشخاص نسبت به صدور سند مالکیت متقاضی اعتراضی داشته باشند می‌توانند از تاریخ انتشار اولین آگهی به مدت دو ماه اعتراض خود را به این اداره تسلیم و پس از اخذ رسید ظرف مدت یک ماه از تاریخ تسلیم اعتراض، دادخواست خود را به مرجع قضایی تقدیم نمایند. بدیهی است در صورت انقضای مدت مذکور و عدم وصول اعتراض طبق مقررات سند مالکیت صادر خواهد شد. bbox=[490, 445, 716, 557]
ad-body: برابر رای صادره به شماره ۱۴۰۳۶۰۳۱۹۰۰۴۰۰۰۳۰۱ هیات اول/دوم موضوع قانون تعیین تکلیف وضعیت ثبتی اراضی و ساختمانهای فاقد سند رسمی مستقر در واحد ثبتی حوزه ثبت ملک تصرفات مالکانه بلامعارض متقاضی فرزند بشماره شناسنامه صادره در ششدانگ یکباب ساختمان به مساحت متر مربع پلاک فرعی از اصلی واقع در بخش خریداری از مالک رسمی محرز گردیده است. لذا به منظور اطلاع عموم مراتب در دو نوبت به فاصله ۱۵ روز آگهی می‌شود در صورتی که اشخاص نسبت به صدور سند مالکیت متقاضی اعتراضی داشته باشند می‌توانند از تاریخ انتشار اولین آگهی به مدت دو ماه اعتراض خود را به این اداره تسلیم و پس از اخذ رسید ظرف مدت یک ماه از تاریخ تسلیم اعتراض، دادخواست خود را به مرجع قضایی تقدیم نمایند. بدیهی است در صورت انقضای مدت مذکور و عدم وصول اعتراض طبق مقررات سند مالکیت صادر خواهد شد. bbox=[250, 235, 476, 348]
ad-title: هیات موضوع قانون تعیین تکلیف وضعیت ثبتی اراضی و ساختمانهای فاقد سند رسمی آگهی موضوع ماده ۳ قانون و ماده ۱۳ آیین نامه قانون تعیین تکلیف وضعیت ثبتی اراضی و ساختمانهای فاقد سند رسمی bbox=[251, 77, 474, 120]
ad-body: برابر رای صادره به شماره ۱۴۰۳۶۰۳۱۹۰۰۴۰۰۰۳۰۱ هیات اول/دوم موضوع قانون تعیین تکلیف وضعیت ثبتی اراضی و ساختمانهای فاقد سند رسمی مستقر در واحد ثبتی حوزه ثبت ملک تصرفات مالکانه بلامعارض متقاضی فرزند بشماره شناسنامه صادره در ششدانگ یکباب ساختمان به مساحت متر مربع پلاک فرعی از اصلی واقع در بخش خریداری از مالک رسمی محرز گردیده است. لذا به منظور اطلاع عموم مراتب در دو نوبت به فاصله ۱۵ روز آگهی می‌شود در صورتی که اشخاص نسبت به صدور سند مالکیت متقاضی اعتراضی داشته باشند می‌توانند از تاریخ انتشار اولین آگهی به مدت دو ماه اعتراض خود را به این اداره تسلیم و پس از اخذ رسید ظرف مدت یک ماه از تاریخ تسلیم اعتراض، دادخواست خود را به مرجع قضایی تقدیم نمایند. بدیهی است در صورت انقضای مدت مذکور و عدم وصول اعتراض طبق مقررات سند مالکیت صادر خواهد شد. bbox=[730, 880, 956, 992]
ad-code: م الف ۸۳۲ bbox=[684, 680, 716, 689]
ad-body: برابر رای صادره به شماره ۱۴۰۳۶۰۳۱۹۰۰۴۰۰۰۳۰۱ هیات اول/دوم موضوع قانون تعیین تکلیف وضعیت ثبتی اراضی و ساختمانهای فاقد سند رسمی مستقر در واحد ثبتی حوزه ثبت ملک تصرفات مالکانه بلامعارض متقاضی فرزند بشماره شناسنامه صادره در ششدانگ یکباب ساختمان به مساحت متر مربع پلاک فرعی از اصلی واقع در بخش خریداری از مالک رسمی محرز گردیده است. لذا به منظور اطلاع عموم مراتب در دو نوبت به فاصله ۱۵ روز آگهی می‌شود در صورتی که اشخاص نسبت به صدور سند مالکیت متقاضی اعتراضی داشته باشند می‌توانند از تاریخ انتشار اولین آگهی به مدت دو ماه اعتراض خود را به این اداره تسلیم و پس از اخذ رسید ظرف مدت یک ماه از تاریخ تسلیم اعتراض، دادخواست خود را به مرجع قضایی تقدیم نمایند. بدیهی است در صورت انقضای مدت مذکور و عدم وصول اعتراض طبق مقررات سند مالکیت صادر خواهد شد. bbox=[10, 235, 236, 348]
ad-signatory: رضا ده مرده bbox=[490, 368, 536, 378]
ad-dates: تاریخ انتشار نوبت اول: ۱۴۰۳/۰۷/۰۱ تاریخ انتشار نوبت دوم: ۱۴۰۳/۰۷/۱۶ bbox=[267, 670, 476, 679]
ad-notice bbox=[250, 1688, 475, 2004]
ad-dates: تاریخ انتشار نوبت اول: ۱۴۰۳/۰۷/۰۱ تاریخ انتشار نوبت دوم: ۱۴۰۳/۰۷/۱۶ bbox=[508, 348, 716, 357]
ad-office: رئیس ثبت اسناد و املاک bbox=[317, 2198, 408, 2208]
ad-dates: تاریخ انتشار نوبت اول: ۱۴۰۳/۰۷/۰۱ تاریخ انتشار نوبت دوم: ۱۴۰۳/۰۷/۱۶ bbox=[508, 993, 716, 1002]
ad-code: م الف ۲۰۰ bbox=[444, 1646, 476, 1655]
ad-signatory: اردشیر محمودی bbox=[250, 690, 310, 700]
ad-dates: تاریخ انتشار نوبت اول: ۱۴۰۳/۰۷/۰۱ تاریخ انتشار نوبت دوم: ۱۴۰۳/۰۷/۱۶ bbox=[748, 1959, 956, 1968]
ad-dates: تاریخ انتشار نوبت اول: ۱۴۰۳/۰۷/۰۱ تاریخ انتشار نوبت دوم: ۱۴۰۳/۰۷/۱۶ bbox=[27, 2185, 236, 2194]
ad-title: هیات موضوع قانون تعیین تکلیف وضعیت ثبتی اراضی و ساختمانهای فاقد سند رسمی آگهی موضوع ماده ۳ قانون و ماده ۱۳ آیین نامه قانون تعیین تکلیف وضعیت ثبتی اراضی و ساختمانهای فاقد سند رسمی bbox=[732, 721, 955, 765]
ad-office: رئیس ثبت اسناد و املاک bbox=[558, 2198, 649, 2208]
ad-notice bbox=[10, 721, 235, 1150]
ad-title: هیات موضوع قانون تعیین تکلیف وضعیت ثبتی اراضی و ساختمانهای فاقد سند رسمی آگهی موضوع ماده ۳ قانون و ماده ۱۳ آیین نامه قانون تعیین تکلیف وضعیت ثبتی اراضی و ساختمانهای فاقد سند رسمی bbox=[251, 1365, 474, 1409]
ad-body: برابر رای صادره به شماره ۱۴۰۳۶۰۳۱۹۰۰۴۰۰۰۳۰۱ هیات اول/دوم موضوع قانون تعیین تکلیف وضعیت ثبتی اراضی و ساختمانهای فاقد سند رسمی مستقر در واحد ثبتی حوزه ثبت ملک تصرفات مالکانه بلامعارض متقاضی فرزند بشماره شناسنامه صادره در ششدانگ یکباب ساختمان به مساحت متر مربع پلاک فرعی از اصلی واقع در بخش خریداری از مالک رسمی محرز گردیده است. لذا به منظور اطلاع عموم مراتب در دو نوبت به فاصله ۱۵ روز آگهی می‌شود در صورتی که اشخاص نسبت به صدور سند مالکیت متقاضی اعتراضی داشته باشند می‌توانند از تاریخ انتشار اولین آگهی به مدت دو ماه اعتراض خود را به این اداره تسلیم و پس از اخذ رسید ظرف مدت یک ماه از تاریخ تسلیم اعتراض، دادخواست خود را به مرجع قضایی تقدیم نمایند. بدیهی است در صورت انقضای مدت مذکور و عدم وصول اعتراض طبق مقررات سند مالکیت صادر خواهد شد. bbox=[730, 1846, 956, 1959]
ad-title: هیات موضوع قانون تعیین تکلیف وضعیت ثبتی اراضی و ساختمانهای فاقد سند رسمی آگهی موضوع ماده ۳ قانون و ماده ۱۳ آیین نامه قانون تعیین تکلیف وضعیت ثبتی اراضی و ساختمانهای فاقد سند رسمی bbox=[11, 1913, 234, 1957]
ad-title: هیات موضوع قانون تعیین تکلیف وضعیت ثبتی اراضی و ساختمانهای فاقد سند رسمی آگهی موضوع ماده ۳ قانون و ماده ۱۳ آیین نامه قانون تعیین تکلیف وضعیت ثبتی اراضی و ساختمانهای فاقد سند رسمی bbox=[492, 399, 715, 443]
ad-title: هیات موضوع قانون تعیین تکلیف وضعیت ثبتی اراضی و ساختمانهای فاقد سند رسمی آگهی موضوع ماده ۳ قانون و ماده ۱۳ آیین نامه قانون تعیین تکلیف وضعیت ثبتی اراضی و ساختمانهای فاقد سند رسمی bbox=[251, 721, 474, 765]
ad-body: برابر رای صادره به شماره ۱۴۰۳۶۰۳۱۹۰۰۴۰۰۰۳۰۱ هیات اول/دوم موضوع قانون تعیین تکلیف وضعیت ثبتی اراضی و ساختمانهای فاقد سند رسمی مستقر در واحد ثبتی حوزه ثبت ملک تصرفات مالکانه بلامعارض متقاضی فرزند بشماره شناسنامه صادره در ششدانگ یکباب ساختمان به مساحت متر مربع پلاک فرعی از اصلی واقع در بخش خریداری از مالک رسمی محرز گردیده است. لذا به منظور اطلاع عموم مراتب در دو نوبت به فاصله ۱۵ روز آگهی می‌شود در صورتی که اشخاص نسبت به صدور سند مالکیت متقاضی اعتراضی داشته باشند می‌توانند از تاریخ انتشار اولین آگهی به مدت دو ماه اعتراض خود را به این اداره تسلیم و پس از اخذ رسید ظرف مدت یک ماه از تاریخ تسلیم اعتراض، دادخواست خود را به مرجع قضایی تقدیم نمایند. بدیهی است در صورت انقضای مدت مذکور و عدم وصول اعتراض طبق مقررات سند مالکیت صادر خواهد شد. bbox=[490, 1733, 716, 1846]
ad-dates: تاریخ انتشار نوبت اول: ۱۴۰۳/۰۷/۰۱ تاریخ انتشار نوبت دوم: ۱۴۰۳/۰۷/۱۶ bbox=[267, 2168, 476, 2177]
ad-notice bbox=[250, 77, 475, 393]
ad-signatory: رضا ده مرده bbox=[490, 1012, 536, 1022]
ad-notice bbox=[10, 2236, 235, 2439]
ad-signatory: جلیل علیزاده کارسالاری bbox=[730, 2188, 820, 2198]
ad-code: م الف ۲۳۸۲ bbox=[920, 358, 956, 367]
ad-body: برابر رای صادره به شماره ۱۴۰۳۶۰۳۱۹۰۰۴۰۰۰۳۰۱ هیات اول/دوم موضوع قانون تعیین تکلیف وضعیت ثبتی اراضی و ساختمانهای فاقد سند رسمی مستقر در واحد ثبتی حوزه ثبت ملک تصرفات مالکانه بلامعارض متقاضی فرزند بشماره شناسنامه صادره در ششدانگ یکباب ساختمان به مساحت متر مربع پلاک فرعی از اصلی واقع در بخش خریداری از مالک رسمی محرز گردیده است. لذا به منظور اطلاع عموم مراتب در دو نوبت به فاصله ۱۵ روز آگهی می‌شود در صورتی که اشخاص نسبت به صدور سند مالکیت متقاضی اعتراضی داشته باشند می‌توانند از تاریخ انتشار اولین آگهی به مدت دو ماه اعتراض خود را به این اداره تسلیم و پس از اخذ رسید ظرف مدت یک ماه از تاریخ تسلیم اعتراض، دادخواست خود را به مرجع قضایی تقدیم نمایند. بدیهی است در صورت انقضای مدت مذکور و عدم وصول اعتراض طبق مقررات سند مالکیت صادر خواهد شد. bbox=[250, 123, 476, 235]
ad-dates: تاریخ انتشار نوبت اول: ۱۴۰۳/۰۷/۰۱ تاریخ انتشار نوبت دوم: ۱۴۰۳/۰۷/۱۶ bbox=[27, 2394, 236, 2403]
column bbox=[6, 77, 239, 2433]
ad-body: برابر رای صادره به شماره ۱۴۰۳۶۰۳۱۹۰۰۴۰۰۰۳۰۱ هیات اول/دوم موضوع قانون تعیین تکلیف وضعیت ثبتی اراضی و ساختمانهای فاقد سند رسمی مستقر در واحد ثبتی حوزه ثبت ملک تصرفات مالکانه بلامعارض متقاضی فرزند بشماره شناسنامه صادره در ششدانگ یکباب ساختمان به مساحت متر مربع پلاک فرعی از اصلی واقع در بخش خریداری از مالک رسمی محرز گردیده است. لذا به منظور اطلاع عموم مراتب در دو نوبت به فاصله ۱۵ روز آگهی می‌شود در صورتی که اشخاص نسبت به صدور سند مالکیت متقاضی اعتراضی داشته باشند می‌توانند از تاریخ انتشار اولین آگهی به مدت دو ماه اعتراض خود را به این اداره تسلیم و پس از اخذ رسید ظرف مدت یک ماه از تاریخ تسلیم اعتراض، دادخواست خود را به مرجع قضایی تقدیم نمایند. بدیهی است در صورت انقضای مدت مذکور و عدم وصول اعتراض طبق مقررات سند مالکیت صادر خواهد شد. bbox=[250, 1202, 476, 1314]
date-persian: یکشنبه اول مهر ۱۴۰۳ bbox=[140, 16, 231, 27]
ad-code: م الف ۲۳۸۸ bbox=[920, 2178, 956, 2187]
ad-signatory: رضا ده مرده bbox=[490, 2188, 536, 2198]
ad-body: برابر رای صادره به شماره ۱۴۰۳۶۰۳۱۹۰۰۴۰۰۰۳۰۱ هیات اول/دوم موضوع قانون تعیین تکلیف وضعیت ثبتی اراضی و ساختمانهای فاقد سند رسمی مستقر در واحد ثبتی حوزه ثبت ملک تصرفات مالکانه بلامعارض متقاضی فرزند بشماره شناسنامه صادره در ششدانگ یکباب ساختمان به مساحت متر مربع پلاک فرعی از اصلی واقع در بخش خریداری از مالک رسمی محرز گردیده است. لذا به منظور اطلاع عموم مراتب در دو نوبت به فاصله ۱۵ روز آگهی می‌شود در صورتی که اشخاص نسبت به صدور سند مالکیت متقاضی اعتراضی داشته باشند می‌توانند از تاریخ انتشار اولین آگهی به مدت دو ماه اعتراض خود را به این اداره تسلیم و پس از اخذ رسید ظرف مدت یک ماه از تاریخ تسلیم اعتراض، دادخواست خود را به مرجع قضایی تقدیم نمایند. بدیهی است در صورت انقضای مدت مذکور و عدم وصول اعتراض طبق مقررات سند مالکیت صادر خواهد شد. bbox=[250, 1089, 476, 1201]
ad-notice bbox=[10, 1591, 235, 1907]
ad-dates: تاریخ انتشار نوبت اول: ۱۴۰۳/۰۷/۰۱ تاریخ انتشار نوبت دوم: ۱۴۰۳/۰۷/۱۶ bbox=[267, 1637, 476, 1646]
ad-dates: تاریخ انتشار نوبت اول: ۱۴۰۳/۰۷/۰۱ تاریخ انتشار نوبت دوم: ۱۴۰۳/۰۷/۱۶ bbox=[508, 2168, 716, 2177]
ad-title: هیات موضوع قانون تعیین تکلیف وضعیت ثبتی اراضی و ساختمانهای فاقد سند رسمی آگهی موضوع ماده ۳ قانون و ماده ۱۳ آیین نامه قانون تعیین تکلیف وضعیت ثبتی اراضی و ساختمانهای فاقد سند رسمی bbox=[732, 77, 955, 120]
date-hijri-gregorian: ۱۸ ربیع الاول ۱۴۴۶ ■ ۲۲ سپتامبر ۲۰۲۴ bbox=[66, 32, 231, 43]
ad-body: برابر رای صادره به شماره ۱۴۰۳۶۰۳۱۹۰۰۴۰۰۰۳۰۱ هیات اول/دوم موضوع قانون تعیین تکلیف وضعیت ثبتی اراضی و ساختمانهای فاقد سند رسمی مستقر در واحد ثبتی حوزه ثبت ملک تصرفات مالکانه بلامعارض متقاضی فرزند بشماره شناسنامه صادره در ششدانگ یکباب ساختمان به مساحت متر مربع پلاک فرعی از اصلی واقع در بخش خریداری از مالک رسمی محرز گردیده است. لذا به منظور اطلاع عموم مراتب در دو نوبت به فاصله ۱۵ روز آگهی می‌شود در صورتی که اشخاص نسبت به صدور سند مالکیت متقاضی اعتراضی داشته باشند می‌توانند از تاریخ انتشار اولین آگهی به مدت دو ماه اعتراض خود را به این اداره تسلیم و پس از اخذ رسید ظرف مدت یک ماه از تاریخ تسلیم اعتراض، دادخواست خود را به مرجع قضایی تقدیم نمایند. بدیهی است در صورت انقضای مدت مذکور و عدم وصول اعتراض طبق مقررات سند مالکیت صادر خواهد شد. bbox=[490, 1524, 716, 1636]
masthead-meta bbox=[890, 14, 954, 66]
ad-title: هیات موضوع قانون تعیین تکلیف وضعیت ثبتی اراضی و ساختمانهای فاقد سند رسمی آگهی موضوع ماده ۳ قانون و ماده ۱۳ آیین نامه قانون تعیین تکلیف وضعیت ثبتی اراضی و ساختمانهای فاقد سند رسمی bbox=[732, 1365, 955, 1409]
year-line: سال سی‌ونهم bbox=[902, 41, 954, 51]
ad-dates: تاریخ انتشار نوبت اول: ۱۴۰۳/۰۷/۰۱ تاریخ انتشار نوبت دوم: ۱۴۰۳/۰۷/۱۶ bbox=[267, 348, 476, 357]
ad-office: رئیس اداره ثبت اسناد و املاک شهرستان نهاوند bbox=[756, 378, 931, 388]
ad-dates: تاریخ انتشار نوبت اول: ۱۴۰۳/۰۷/۰۱ تاریخ انتشار نوبت دوم: ۱۴۰۳/۰۷/۱۶ bbox=[748, 348, 956, 357]
ad-office: رئیس ثبت اسناد و املاک فیروزکوه bbox=[779, 1988, 908, 1998]
label-iran: ایران bbox=[934, 28, 954, 38]
ad-code: م الف ۳۸۲ bbox=[203, 358, 236, 367]
ad-signatory: عباس رحمت پورزینلی bbox=[10, 1882, 92, 1892]
ad-body: برابر رای صادره به شماره ۱۴۰۳۶۰۳۱۹۰۰۴۰۰۰۳۰۱ هیات اول/دوم موضوع قانون تعیین تکلیف وضعیت ثبتی اراضی و ساختمانهای فاقد سند رسمی مستقر در واحد ثبتی حوزه ثبت ملک تصرفات مالکانه بلامعارض متقاضی فرزند بشماره شناسنامه صادره در ششدانگ یکباب ساختمان به مساحت متر مربع پلاک فرعی از اصلی واقع در بخش خریداری از مالک رسمی محرز گردیده است. لذا به منظور اطلاع عموم مراتب در دو نوبت به فاصله ۱۵ روز آگهی می‌شود در صورتی که اشخاص نسبت به صدور سند مالکیت متقاضی اعتراضی داشته باشند می‌توانند از تاریخ انتشار اولین آگهی به مدت دو ماه اعتراض خود را به این اداره تسلیم و پس از اخذ رسید ظرف مدت یک ماه از تاریخ تسلیم اعتراض، دادخواست خود را به مرجع قضایی تقدیم نمایند. بدیهی است در صورت انقضای مدت مذکور و عدم وصول اعتراض طبق مقررات سند مالکیت صادر خواهد شد. bbox=[490, 558, 716, 670]
ad-signatory: رضا ده مرده bbox=[490, 1978, 536, 1988]
ad-body: برابر رای صادره به شماره ۱۴۰۳۶۰۳۱۹۰۰۴۰۰۰۳۰۱ هیات اول/دوم موضوع قانون تعیین تکلیف وضعیت ثبتی اراضی و ساختمانهای فاقد سند رسمی مستقر در واحد ثبتی حوزه ثبت ملک تصرفات مالکانه بلامعارض متقاضی فرزند بشماره شناسنامه صادره در ششدانگ یکباب ساختمان به مساحت متر مربع پلاک فرعی از اصلی واقع در بخش خریداری از مالک رسمی محرز گردیده است. لذا به منظور اطلاع عموم مراتب در دو نوبت به فاصله ۱۵ روز آگهی می‌شود در صورتی که اشخاص نسبت به صدور سند مالکیت متقاضی اعتراضی داشته باشند می‌توانند از تاریخ انتشار اولین آگهی به مدت دو ماه اعتراض خود را به این اداره تسلیم و پس از اخذ رسید ظرف مدت یک ماه از تاریخ تسلیم اعتراض، دادخواست خود را به مرجع قضایی تقدیم نمایند. بدیهی است در صورت انقضای مدت مذکور و عدم وصول اعتراض طبق مقررات سند مالکیت صادر خواهد شد. bbox=[730, 767, 956, 879]
dateline bbox=[66, 14, 230, 46]
ad-dates: تاریخ انتشار نوبت اول: ۱۴۰۳/۰۷/۰۱ تاریخ انتشار نوبت دوم: ۱۴۰۳/۰۷/۱۶ bbox=[27, 1863, 236, 1872]
ad-signatory: اردشیر محمودی bbox=[250, 1334, 310, 1344]
ad-office: رئیس ثبت اسناد و املاک bbox=[798, 1344, 889, 1354]
ad-office: رئیس ثبت اسناد و املاک bbox=[558, 378, 649, 388]
ad-title: هیات موضوع قانون تعیین تکلیف وضعیت ثبتی اراضی و ساختمانهای فاقد سند رسمی آگهی موضوع ماده ۳ قانون و ماده ۱۳ آیین نامه قانون تعیین تکلیف وضعیت ثبتی اراضی و ساختمانهای فاقد سند رسمی bbox=[251, 1687, 474, 1731]
ad-body: برابر رای صادره به شماره ۱۴۰۳۶۰۳۱۹۰۰۴۰۰۰۳۰۱ هیات اول/دوم موضوع قانون تعیین تکلیف وضعیت ثبتی اراضی و ساختمانهای فاقد سند رسمی مستقر در واحد ثبتی حوزه ثبت ملک تصرفات مالکانه بلامعارض متقاضی فرزند بشماره شناسنامه صادره در ششدانگ یکباب ساختمان به مساحت متر مربع پلاک فرعی از اصلی واقع در بخش خریداری از مالک رسمی محرز گردیده است. لذا به منظور اطلاع عموم مراتب در دو نوبت به فاصله ۱۵ روز آگهی می‌شود در صورتی که اشخاص نسبت به صدور سند مالکیت متقاضی اعتراضی داشته باشند می‌توانند از تاریخ انتشار اولین آگهی به مدت دو ماه اعتراض خود را به این اداره تسلیم و پس از اخذ رسید ظرف مدت یک ماه از تاریخ تسلیم اعتراض، دادخواست خود را به مرجع قضایی تقدیم نمایند. بدیهی است در صورت انقضای مدت مذکور و عدم وصول اعتراض طبق مقررات سند مالکیت صادر خواهد شد. bbox=[730, 1733, 956, 1846]
ad-signatory: رضا ده مرده bbox=[490, 690, 536, 700]
ad-title: هیات موضوع قانون تعیین تکلیف وضعیت ثبتی اراضی و ساختمانهای فاقد سند رسمی آگهی موضوع ماده ۳ قانون و ماده ۱۳ آیین نامه قانون تعیین تکلیف وضعیت ثبتی اراضی و ساختمانهای فاقد سند رسمی bbox=[251, 399, 474, 443]
ad-body: برابر رای صادره به شماره ۱۴۰۳۶۰۳۱۹۰۰۴۰۰۰۳۰۱ هیات اول/دوم موضوع قانون تعیین تکلیف وضعیت ثبتی اراضی و ساختمانهای فاقد سند رسمی مستقر در واحد ثبتی حوزه ثبت ملک تصرفات مالکانه بلامعارض متقاضی فرزند بشماره شناسنامه صادره در ششدانگ یکباب ساختمان به مساحت متر مربع پلاک فرعی از اصلی واقع در بخش خریداری از مالک رسمی محرز گردیده است. لذا به منظور اطلاع عموم مراتب در دو نوبت به فاصله ۱۵ روز آگهی می‌شود در صورتی که اشخاص نسبت به صدور سند مالکیت متقاضی اعتراضی داشته باشند می‌توانند از تاریخ انتشار اولین آگهی به مدت دو ماه اعتراض خود را به این اداره تسلیم و پس از اخذ رسید ظرف مدت یک ماه از تاریخ تسلیم اعتراض، دادخواست خود را به مرجع قضایی تقدیم نمایند. بدیهی است در صورت انقضای مدت مذکور و عدم وصول اعتراض طبق مقررات سند مالکیت صادر خواهد شد. bbox=[730, 558, 956, 670]
ad-body: برابر رای صادره به شماره ۱۴۰۳۶۰۳۱۹۰۰۴۰۰۰۳۰۱ هیات اول/دوم موضوع قانون تعیین تکلیف وضعیت ثبتی اراضی و ساختمانهای فاقد سند رسمی مستقر در واحد ثبتی حوزه ثبت ملک تصرفات مالکانه بلامعارض متقاضی فرزند بشماره شناسنامه صادره در ششدانگ یکباب ساختمان به مساحت متر مربع پلاک فرعی از اصلی واقع در بخش خریداری از مالک رسمی محرز گردیده است. لذا به منظور اطلاع عموم مراتب در دو نوبت به فاصله ۱۵ روز آگهی می‌شود در صورتی که اشخاص نسبت به صدور سند مالکیت متقاضی اعتراضی داشته باشند می‌توانند از تاریخ انتشار اولین آگهی به مدت دو ماه اعتراض خود را به این اداره تسلیم و پس از اخذ رسید ظرف مدت یک ماه از تاریخ تسلیم اعتراض، دادخواست خود را به مرجع قضایی تقدیم نمایند. بدیهی است در صورت انقضای مدت مذکور و عدم وصول اعتراض طبق مقررات سند مالکیت صادر خواهد شد. bbox=[250, 1733, 476, 1846]
ad-office: رئیس ثبت اسناد و املاک فیروزکوه bbox=[779, 2198, 908, 2208]
ad-office: رئیس ثبت اسناد و املاک شهرستان ایرانشهر bbox=[280, 1022, 446, 1032]
ad-notice bbox=[491, 721, 716, 1037]
ad-dates: تاریخ انتشار نوبت اول: ۱۴۰۳/۰۷/۰۱ تاریخ انتشار نوبت دوم: ۱۴۰۳/۰۷/۱۶ bbox=[748, 1637, 956, 1646]
ad-code: م الف ۸۳۴ bbox=[684, 1324, 716, 1333]
ad-signatory: ناصر کلانتری bbox=[10, 368, 58, 378]
ad-body: برابر رای صادره به شماره ۱۴۰۳۶۰۳۱۹۰۰۴۰۰۰۳۰۱ هیات اول/دوم موضوع قانون تعیین تکلیف وضعیت ثبتی اراضی و ساختمانهای فاقد سند رسمی مستقر در واحد ثبتی حوزه ثبت ملک تصرفات مالکانه بلامعارض متقاضی فرزند بشماره شناسنامه صادره در ششدانگ یکباب ساختمان به مساحت متر مربع پلاک فرعی از اصلی واقع در بخش خریداری از مالک رسمی محرز گردیده است. لذا به منظور اطلاع عموم مراتب در دو نوبت به فاصله ۱۵ روز آگهی می‌شود در صورتی که اشخاص نسبت به صدور سند مالکیت متقاضی اعتراضی داشته باشند می‌توانند از تاریخ انتشار اولین آگهی به مدت دو ماه اعتراض خود را به این اداره تسلیم و پس از اخذ رسید ظرف مدت یک ماه از تاریخ تسلیم اعتراض، دادخواست خود را به مرجع قضایی تقدیم نمایند. بدیهی است در صورت انقضای مدت مذکور و عدم وصول اعتراض طبق مقررات سند مالکیت صادر خواهد شد. bbox=[250, 880, 476, 992]
ad-body: برابر رای صادره به شماره ۱۴۰۳۶۰۳۱۹۰۰۴۰۰۰۳۰۱ هیات اول/دوم موضوع قانون تعیین تکلیف وضعیت ثبتی اراضی و ساختمانهای فاقد سند رسمی مستقر در واحد ثبتی حوزه ثبت ملک تصرفات مالکانه بلامعارض متقاضی فرزند بشماره شناسنامه صادره در ششدانگ یکباب ساختمان به مساحت متر مربع پلاک فرعی از اصلی واقع در بخش خریداری از مالک رسمی محرز گردیده است. لذا به منظور اطلاع عموم مراتب در دو نوبت به فاصله ۱۵ روز آگهی می‌شود در صورتی که اشخاص نسبت به صدور سند مالکیت متقاضی اعتراضی داشته باشند می‌توانند از تاریخ انتشار اولین آگهی به مدت دو ماه اعتراض خود را به این اداره تسلیم و پس از اخذ رسید ظرف مدت یک ماه از تاریخ تسلیم اعتراض، دادخواست خود را به مرجع قضایی تقدیم نمایند. بدیهی است در صورت انقضای مدت مذکور و عدم وصول اعتراض طبق مقررات سند مالکیت صادر خواهد شد. bbox=[490, 880, 716, 992]
ad-code: م الف ۸۳۶ bbox=[684, 1968, 716, 1977]
ad-title: هیات موضوع قانون تعیین تکلیف وضعیت ثبتی اراضی و ساختمانهای فاقد سند رسمی آگهی موضوع ماده ۳ قانون و ماده ۱۳ آیین نامه قانون تعیین تکلیف وضعیت ثبتی اراضی و ساختمانهای فاقد سند رسمی bbox=[732, 399, 955, 443]
ad-code: م الف ۵/۱۰ bbox=[441, 358, 476, 367]
ad-notice bbox=[491, 77, 716, 393]
ad-body: برابر رای صادره به شماره ۱۴۰۳۶۰۳۱۹۰۰۴۰۰۰۳۰۱ هیات اول/دوم موضوع قانون تعیین تکلیف وضعیت ثبتی اراضی و ساختمانهای فاقد سند رسمی مستقر در واحد ثبتی حوزه ثبت ملک تصرفات مالکانه بلامعارض متقاضی فرزند بشماره شناسنامه صادره در ششدانگ یکباب ساختمان به مساحت متر مربع پلاک فرعی از اصلی واقع در بخش خریداری از مالک رسمی محرز گردیده است. لذا به منظور اطلاع عموم مراتب در دو نوبت به فاصله ۱۵ روز آگهی می‌شود در صورتی که اشخاص نسبت به صدور سند مالکیت متقاضی اعتراضی داشته باشند می‌توانند از تاریخ انتشار اولین آگهی به مدت دو ماه اعتراض خود را به این اداره تسلیم و پس از اخذ رسید ظرف مدت یک ماه از تاریخ تسلیم اعتراض، دادخواست خود را به مرجع قضایی تقدیم نمایند. بدیهی است در صورت انقضای مدت مذکور و عدم وصول اعتراض طبق مقررات سند مالکیت صادر خواهد شد. bbox=[490, 123, 716, 235]
ad-title: هیات موضوع قانون تعیین تکلیف وضعیت ثبتی اراضی و ساختمانهای فاقد سند رسمی آگهی موضوع ماده ۳ قانون و ماده ۱۳ آیین نامه قانون تعیین تکلیف وضعیت ثبتی اراضی و ساختمانهای فاقد سند رسمی bbox=[492, 1043, 715, 1087]
ad-code: م الف ۲۰۲ bbox=[444, 2178, 476, 2187]
ad-body: برابر رای صادره به شماره ۱۴۰۳۶۰۳۱۹۰۰۴۰۰۰۳۰۱ هیات اول/دوم موضوع قانون تعیین تکلیف وضعیت ثبتی اراضی و ساختمانهای فاقد سند رسمی مستقر در واحد ثبتی حوزه ثبت ملک تصرفات مالکانه بلامعارض متقاضی فرزند بشماره شناسنامه صادره در ششدانگ یکباب ساختمان به مساحت متر مربع پلاک فرعی از اصلی واقع در بخش خریداری از مالک رسمی محرز گردیده است. لذا به منظور اطلاع عموم مراتب در دو نوبت به فاصله ۱۵ روز آگهی می‌شود در صورتی که اشخاص نسبت به صدور سند مالکیت متقاضی اعتراضی داشته باشند می‌توانند از تاریخ انتشار اولین آگهی به مدت دو ماه اعتراض خود را به این اداره تسلیم و پس از اخذ رسید ظرف مدت یک ماه از تاریخ تسلیم اعتراض، دادخواست خود را به مرجع قضایی تقدیم نمایند. بدیهی است در صورت انقضای مدت مذکور و عدم وصول اعتراض طبق مقررات سند مالکیت صادر خواهد شد. bbox=[10, 1637, 236, 1749]
ad-dates: تاریخ انتشار نوبت اول: ۱۴۰۳/۰۷/۰۱ تاریخ انتشار نوبت دوم: ۱۴۰۳/۰۷/۱۶ bbox=[267, 1959, 476, 1968]
ad-title: هیات موضوع قانون تعیین تکلیف وضعیت ثبتی اراضی و ساختمانهای فاقد سند رسمی آگهی موضوع ماده ۳ قانون و ماده ۱۳ آیین نامه قانون تعیین تکلیف وضعیت ثبتی اراضی و ساختمانهای فاقد سند رسمی bbox=[492, 1365, 715, 1409]
ad-office: رئیس اداره ثبت اسناد و املاک شهرستان bbox=[47, 2214, 198, 2224]
ad-office: رئیس ثبت اسناد و املاک bbox=[798, 1022, 889, 1032]
ad-title: هیات موضوع قانون تعیین تکلیف وضعیت ثبتی اراضی و ساختمانهای فاقد سند رسمی آگهی موضوع ماده ۳ قانون و ماده ۱۳ آیین نامه قانون تعیین تکلیف وضعیت ثبتی اراضی و ساختمانهای فاقد سند رسمی bbox=[11, 399, 234, 443]
ad-body: برابر رای صادره به شماره ۱۴۰۳۶۰۳۱۹۰۰۴۰۰۰۳۰۱ هیات اول/دوم موضوع قانون تعیین تکلیف وضعیت ثبتی اراضی و ساختمانهای فاقد سند رسمی مستقر در واحد ثبتی حوزه ثبت ملک تصرفات مالکانه بلامعارض متقاضی فرزند بشماره شناسنامه صادره در ششدانگ یکباب ساختمان به مساحت متر مربع پلاک فرعی از اصلی واقع در بخش خریداری از مالک رسمی محرز گردیده است. لذا به منظور اطلاع عموم مراتب در دو نوبت به فاصله ۱۵ روز آگهی می‌شود در صورتی که اشخاص نسبت به صدور سند مالکیت متقاضی اعتراضی داشته باشند می‌توانند از تاریخ انتشار اولین آگهی به مدت دو ماه اعتراض خود را به این اداره تسلیم و پس از اخذ رسید ظرف مدت یک ماه از تاریخ تسلیم اعتراض، دادخواست خود را به مرجع قضایی تقدیم نمایند. بدیهی است در صورت انقضای مدت مذکور و عدم وصول اعتراض طبق مقررات سند مالکیت صادر خواهد شد. bbox=[250, 1524, 476, 1636]
ad-office: رئیس ثبت اسناد و املاک bbox=[317, 378, 408, 388]
column bbox=[245, 77, 479, 2208]
ad-code: م الف ۳۸۳ bbox=[203, 680, 236, 689]
ad-body: برابر رای صادره به شماره ۱۴۰۳۶۰۳۱۹۰۰۴۰۰۰۳۰۱ هیات اول/دوم موضوع قانون تعیین تکلیف وضعیت ثبتی اراضی و ساختمانهای فاقد سند رسمی مستقر در واحد ثبتی حوزه ثبت ملک تصرفات مالکانه بلامعارض متقاضی فرزند بشماره شناسنامه صادره در ششدانگ یکباب ساختمان به مساحت متر مربع پلاک فرعی از اصلی واقع در بخش خریداری از مالک رسمی محرز گردیده است. لذا به منظور اطلاع عموم مراتب در دو نوبت به فاصله ۱۵ روز آگهی می‌شود در صورتی که اشخاص نسبت به صدور سند مالکیت متقاضی اعتراضی داشته باشند می‌توانند از تاریخ انتشار اولین آگهی به مدت دو ماه اعتراض خود را به این اداره تسلیم و پس از اخذ رسید ظرف مدت یک ماه از تاریخ تسلیم اعتراض، دادخواست خود را به مرجع قضایی تقدیم نمایند. بدیهی است در صورت انقضای مدت مذکور و عدم وصول اعتراض طبق مقررات سند مالکیت صادر خواهد شد. bbox=[10, 1202, 236, 1314]
ad-notice bbox=[10, 77, 235, 393]
ad-code: م الف ۴۳۸/۱۴۰۳ bbox=[426, 1002, 476, 1011]
ad-notice bbox=[250, 721, 475, 1037]
ad-office: رئیس ثبت اسناد و املاک bbox=[798, 1666, 889, 1676]
ad-signatory: سعید عبدالمالکی bbox=[730, 1012, 793, 1022]
ad-body: برابر رای صادره به شماره ۱۴۰۳۶۰۳۱۹۰۰۴۰۰۰۳۰۱ هیات اول/دوم موضوع قانون تعیین تکلیف وضعیت ثبتی اراضی و ساختمانهای فاقد سند رسمی مستقر در واحد ثبتی حوزه ثبت ملک تصرفات مالکانه بلامعارض متقاضی فرزند بشماره شناسنامه صادره در ششدانگ یکباب ساختمان به مساحت متر مربع پلاک فرعی از اصلی واقع در بخش خریداری از مالک رسمی محرز گردیده است. لذا به منظور اطلاع عموم مراتب در دو نوبت به فاصله ۱۵ روز آگهی می‌شود در صورتی که اشخاص نسبت به صدور سند مالکیت متقاضی اعتراضی داشته باشند می‌توانند از تاریخ انتشار اولین آگهی به مدت دو ماه اعتراض خود را به این اداره تسلیم و پس از اخذ رسید ظرف مدت یک ماه از تاریخ تسلیم اعتراض، دادخواست خود را به مرجع قضایی تقدیم نمایند. بدیهی است در صورت انقضای مدت مذکور و عدم وصول اعتراض طبق مقررات سند مالکیت صادر خواهد شد. bbox=[490, 1202, 716, 1314]
